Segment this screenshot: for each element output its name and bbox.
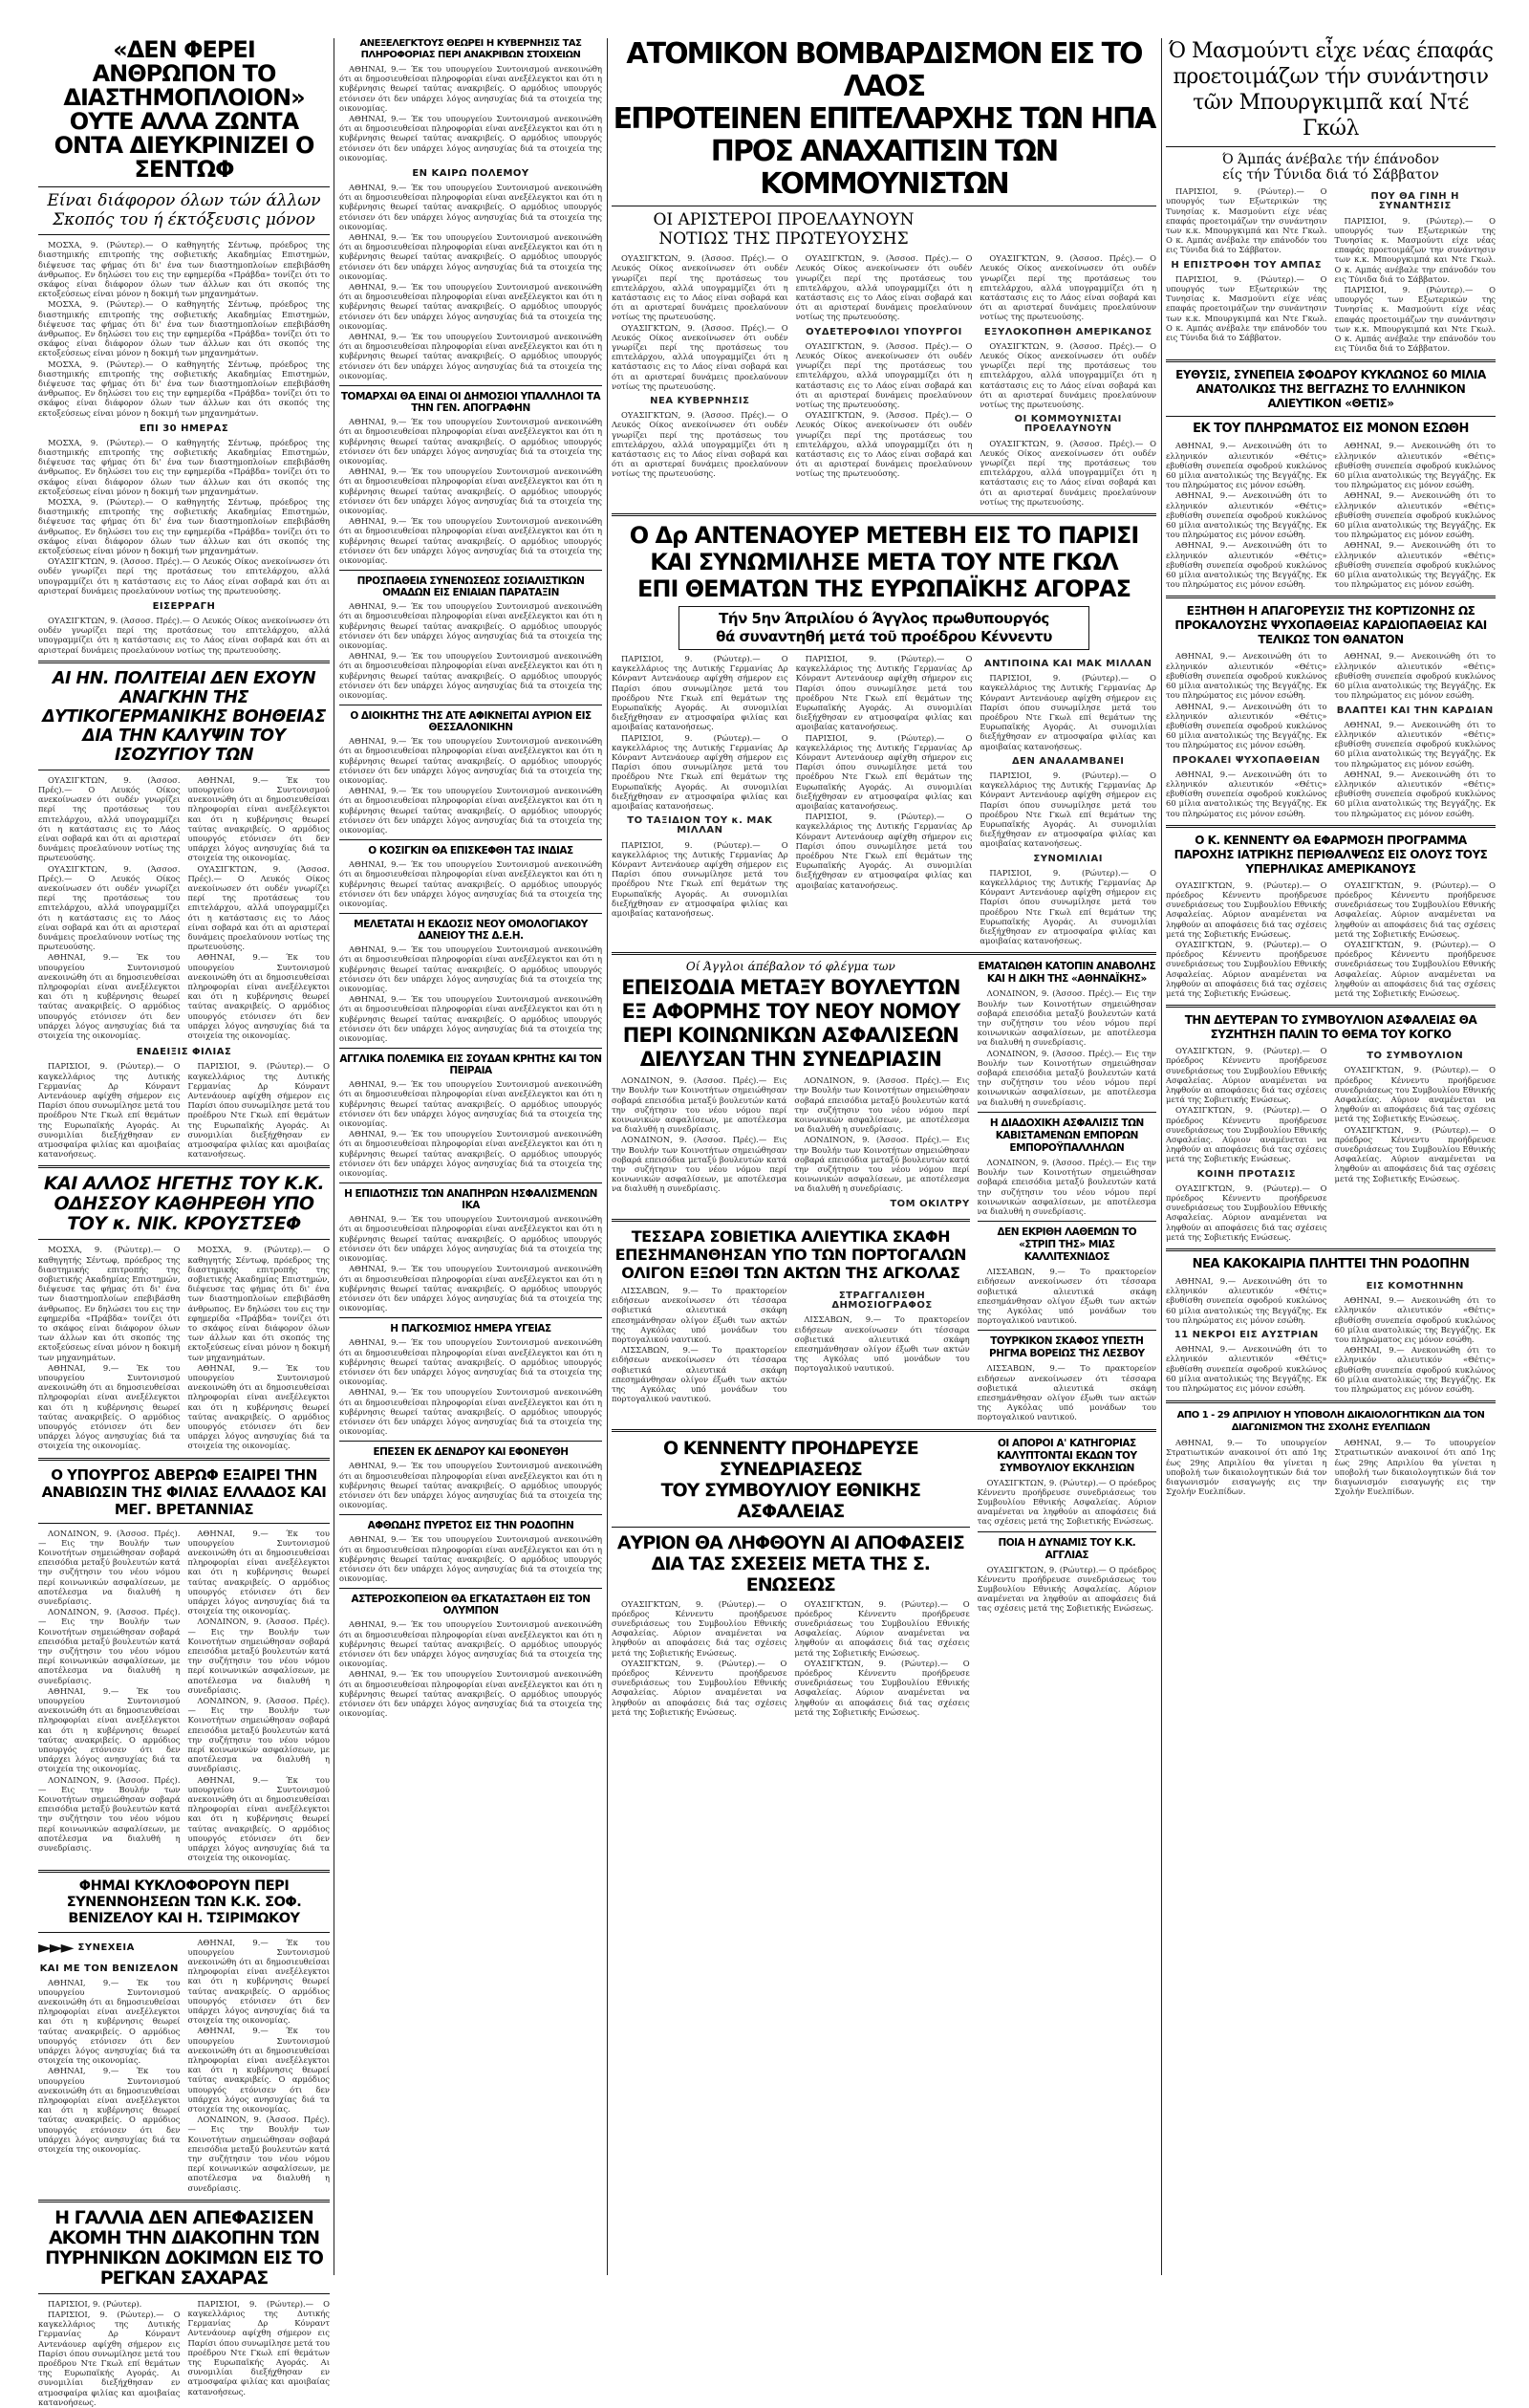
arrow-right-icon: ►►► bbox=[38, 1937, 73, 1958]
column-4 bbox=[1166, 38, 1496, 1497]
headline: ΚΑΙ ΣΥΝΩΜΙΛΗΣΕ ΜΕΤΑ ΤΟΥ ΝΤΕ ΓΚΩΛ bbox=[650, 548, 1118, 575]
headline: Ο ΚΕΝΝΕΝΤΥ ΠΡΟΗΔΡΕΥΣΕ ΣΥΝΕΔΡΙΑΣΕΩΣ bbox=[662, 1437, 918, 1480]
article-body: ΜΟΣΧΑ, 9. (Ρώυτερ).— Ο καθηγητής Σέντωφ, πρόεδρος της διαστημικής επιτροπής της σοβιετικής Ακαδημίας Επιστημών, διέψευσε τας φήμας ότι δι' ένα των διαστημοπλοίων επεβιβάσθη άνθρωπος. Εν δηλώσει του εις την εφημερίδα «Πράβδα» τονίζει ότι το σκάφος είναι διάφορον όλων των άλλων και ότι σκοπός της εκτοξεύσεως είναι μόνον η δοκιμή των μηχανημάτων. ΜΟΣΧΑ, 9. (Ρώυτερ).— Ο καθηγητής Σέντωφ, πρόεδρος της διαστημικής επιτροπής της σοβιετικής Ακαδημίας Επιστημών, διέψευσε τας φήμας ότι δι' ένα των διαστημοπλοίων επεβιβάσθη άνθρωπος. Εν δηλώσει του εις την εφημερίδα «Πράβδα» τονίζει ότι το σκάφος είναι διάφορον όλων των άλλων και ότι σκοπός της εκτοξεύσεως είναι μόνον η δοκιμή των μηχανημάτων. ΜΟΣΧΑ, 9. (Ρώυτερ).— Ο καθηγητής Σέντωφ, πρόεδρος της διαστημικής επιτροπής της σοβιετικής Ακαδημίας Επιστημών, διέψευσε τας φήμας ότι δι' ένα των διαστημοπλοίων επεβιβάσθη άνθρωπος. Εν δηλώσει του εις την εφημερίδα «Πράβδα» τονίζει ότι το σκάφος είναι διάφορον όλων των άλλων και ότι σκοπός της εκτοξεύσεως είναι μόνον η δοκιμή των μηχανημάτων. bbox=[38, 240, 330, 418]
column-2: ΑΝΕΞΕΛΕΓΚΤΟΥΣ ΘΕΩΡΕΙ Η ΚΥΒΕΡΝΗΣΙΣ ΤΑΣ ΠΛΗΡΟΦΟΡΙΑΣ ΠΕΡΙ ΑΝΑΚΡΙΒΩΝ ΣΤΟΙΧΕΙΩΝ ΑΘΗΝΑΙ, 9.— Έκ του υπουργείου Συντονισμού ανεκοινώθη ότι αι δημοσιευθείσαι πληροφορίαι είναι ανεξέλεγκτοι και ότι η κυβέρνησις θεωρεί ταύτας ανακριβείς. Ο αρμόδιος υπουργός ετόνισεν ότι δεν υπάρχει λόγος ανησυχίας διά τα στοιχεία της οικονομίας. ΑΘΗΝΑΙ, 9.— Έκ του υπουργείου Συντονισμού ανεκοινώθη ότι αι δημοσιευθείσαι πληροφορίαι είναι ανεξέλεγκτοι και ότι η κυβέρνησις θεωρεί ταύτας ανακριβείς. Ο αρμόδιος υπουργός ετόνισεν ότι δεν υπάρχει λόγος ανησυχίας διά τα στοιχεία της οικονομίας. ΕΝ ΚΑΙΡΩ ΠΟΛΕΜΟΥ ΑΘΗΝΑΙ, 9.— Έκ του υπουργείου Συντονισμού ανεκοινώθη ότι αι δημοσιευθείσαι πληροφορίαι είναι ανεξέλεγκτοι και ότι η κυβέρνησις θεωρεί ταύτας ανακριβείς. Ο αρμόδιος υπουργός ετόνισεν ότι δεν υπάρχει λόγος ανησυχίας διά τα στοιχεία της οικονομίας. ΑΘΗΝΑΙ, 9.— Έκ του υπουργείου Συντονισμού ανεκοινώθη ότι αι δημοσιευθείσαι πληροφορίαι είναι ανεξέλεγκτοι και ότι η κυβέρνησις θεωρεί ταύτας ανακριβείς. Ο αρμόδιος υπουργός ετόνισεν ότι δεν υπάρχει λόγος ανησυχίας διά τα στοιχεία της οικονομίας. ΑΘΗΝΑΙ, 9.— Έκ του υπουργείου Συντονισμού ανεκοινώθη ότι αι δημοσιευθείσαι πληροφορίαι είναι ανεξέλεγκτοι και ότι η κυβέρνησις θεωρεί ταύτας ανακριβείς. Ο αρμόδιος υπουργός ετόνισεν ότι δεν υπάρχει λόγος ανησυχίας διά τα στοιχεία της οικονομίας. ΑΘΗΝΑΙ, 9.— Έκ του υπουργείου Συντονισμού ανεκοινώθη ότι αι δημοσιευθείσαι πληροφορίαι είναι ανεξέλεγκτοι και ότι η κυβέρνησις θεωρεί ταύτας ανακριβείς. Ο αρμόδιος υπουργός ετόνισεν ότι δεν υπάρχει λόγος ανησυχίας διά τα στοιχεία της οικονομίας. ΤΟΜΑΡΧΑΙ ΘΑ ΕΙΝΑΙ ΟΙ ΔΗΜΟΣΙΟΙ ΥΠΑΛΛΗΛΟΙ ΤΑ ΤΗΝ ΓΕΝ. ΑΠΟΓΡΑΦΗΝ ΑΘΗΝΑΙ, 9.— Έκ του υπουργείου Συντονισμού ανεκοινώθη ότι αι δημοσιευθείσαι πληροφορίαι είναι ανεξέλεγκτοι και ότι η κυβέρνησις θεωρεί ταύτας ανακριβείς. Ο αρμόδιος υπουργός ετόνισεν ότι δεν υπάρχει λόγος ανησυχίας διά τα στοιχεία της οικονομίας. ΑΘΗΝΑΙ, 9.— Έκ του υπουργείου Συντονισμού ανεκοινώθη ότι αι δημοσιευθείσαι πληροφορίαι είναι ανεξέλεγκτοι και ότι η κυβέρνησις θεωρεί ταύτας ανακριβείς. Ο αρμόδιος υπουργός ετόνισεν ότι δεν υπάρχει λόγος ανησυχίας διά τα στοιχεία της οικονομίας. ΑΘΗΝΑΙ, 9.— Έκ του υπουργείου Συντονισμού ανεκοινώθη ότι αι δημοσιευθείσαι πληροφορίαι είναι ανεξέλεγκτοι και ότι η κυβέρνησις θεωρεί ταύτας ανακριβείς. Ο αρμόδιος υπουργός ετόνισεν ότι δεν υπάρχει λόγος ανησυχίας διά τα στοιχεία της οικονομίας. ΠΡΟΣΠΑΘΕΙΑ ΣΥΝΕΝΩΣΕΩΣ ΣΟΣΙΑΛΙΣΤΙΚΩΝ ΟΜΑΔΩΝ ΕΙΣ ΕΝΙΑΙΑΝ ΠΑΡΑΤΑΞΙΝ ΑΘΗΝΑΙ, 9.— Έκ του υπουργείου Συντονισμού ανεκοινώθη ότι αι δημοσιευθείσαι πληροφορίαι είναι ανεξέλεγκτοι και ότι η κυβέρνησις θεωρεί ταύτας ανακριβείς. Ο αρμόδιος υπουργός ετόνισεν ότι δεν υπάρχει λόγος ανησυχίας διά τα στοιχεία της οικονομίας. ΑΘΗΝΑΙ, 9.— Έκ του υπουργείου Συντονισμού ανεκοινώθη ότι αι δημοσιευθείσαι πληροφορίαι είναι ανεξέλεγκτοι και ότι η κυβέρνησις θεωρεί ταύτας ανακριβείς. Ο αρμόδιος υπουργός ετόνισεν ότι δεν υπάρχει λόγος ανησυχίας διά τα στοιχεία της οικονομίας. Ο ΔΙΟΙΚΗΤΗΣ ΤΗΣ ΑΤΕ ΑΦΙΚΝΕΙΤΑΙ ΑΥΡΙΟΝ ΕΙΣ ΘΕΣΣΑΛΟΝΙΚΗΝ ΑΘΗΝΑΙ, 9.— Έκ του υπουργείου Συντονισμού ανεκοινώθη ότι αι δημοσιευθείσαι πληροφορίαι είναι ανεξέλεγκτοι και ότι η κυβέρνησις θεωρεί ταύτας ανακριβείς. Ο αρμόδιος υπουργός ετόνισεν ότι δεν υπάρχει λόγος ανησυχίας διά τα στοιχεία της οικονομίας. ΑΘΗΝΑΙ, 9.— Έκ του υπουργείου Συντονισμού ανεκοινώθη ότι αι δημοσιευθείσαι πληροφορίαι είναι ανεξέλεγκτοι και ότι η κυβέρνησις θεωρεί ταύτας ανακριβείς. Ο αρμόδιος υπουργός ετόνισεν ότι δεν υπάρχει λόγος ανησυχίας διά τα στοιχεία της οικονομίας. Ο ΚΟΣΙΓΚΙΝ ΘΑ ΕΠΙΣΚΕΦΘΗ ΤΑΣ ΙΝΔΙΑΣ ΑΘΗΝΑΙ, 9.— Έκ του υπουργείου Συντονισμού ανεκοινώθη ότι αι δημοσιευθείσαι πληροφορίαι είναι ανεξέλεγκτοι και ότι η κυβέρνησις θεωρεί ταύτας ανακριβείς. Ο αρμόδιος υπουργός ετόνισεν ότι δεν υπάρχει λόγος ανησυχίας διά τα στοιχεία της οικονομίας. ΜΕΛΕΤΑΤΑΙ Η ΕΚΔΟΣΙΣ ΝΕΟΥ ΟΜΟΛΟΓΙΑΚΟΥ ΔΑΝΕΙΟΥ ΤΗΣ Δ.Ε.Η. ΑΘΗΝΑΙ, 9.— Έκ του υπουργείου Συντονισμού ανεκοινώθη ότι αι δημοσιευθείσαι πληροφορίαι είναι ανεξέλεγκτοι και ότι η κυβέρνησις θεωρεί ταύτας ανακριβείς. Ο αρμόδιος υπουργός ετόνισεν ότι δεν υπάρχει λόγος ανησυχίας διά τα στοιχεία της οικονομίας. ΑΘΗΝΑΙ, 9.— Έκ του υπουργείου Συντονισμού ανεκοινώθη ότι αι δημοσιευθείσαι πληροφορίαι είναι ανεξέλεγκτοι και ότι η κυβέρνησις θεωρεί ταύτας ανακριβείς. Ο αρμόδιος υπουργός ετόνισεν ότι δεν υπάρχει λόγος ανησυχίας διά τα στοιχεία της οικονομίας. ΑΓΓΛΙΚΑ ΠΟΛΕΜΙΚΑ ΕΙΣ ΣΟΥΔΑΝ ΚΡΗΤΗΣ ΚΑΙ ΤΟΝ ΠΕΙΡΑΙΑ ΑΘΗΝΑΙ, 9.— Έκ του υπουργείου Συντονισμού ανεκοινώθη ότι αι δημοσιευθείσαι πληροφορίαι είναι ανεξέλεγκτοι και ότι η κυβέρνησις θεωρεί ταύτας ανακριβείς. Ο αρμόδιος υπουργός ετόνισεν ότι δεν υπάρχει λόγος ανησυχίας διά τα στοιχεία της οικονομίας. ΑΘΗΝΑΙ, 9.— Έκ του υπουργείου Συντονισμού ανεκοινώθη ότι αι δημοσιευθείσαι πληροφορίαι είναι ανεξέλεγκτοι και ότι η κυβέρνησις θεωρεί ταύτας ανακριβείς. Ο αρμόδιος υπουργός ετόνισεν ότι δεν υπάρχει λόγος ανησυχίας διά τα στοιχεία της οικονομίας. Η ΕΠΙΔΟΤΗΣΙΣ ΤΩΝ ΑΝΑΠΗΡΩΝ ΗΣΦΑΛΙΣΜΕΝΩΝ ΙΚΑ ΑΘΗΝΑΙ, 9.— Έκ του υπουργείου Συντονισμού ανεκοινώθη ότι αι δημοσιευθείσαι πληροφορίαι είναι ανεξέλεγκτοι και ότι η κυβέρνησις θεωρεί ταύτας ανακριβείς. Ο αρμόδιος υπουργός ετόνισεν ότι δεν υπάρχει λόγος ανησυχίας διά τα στοιχεία της οικονομίας. ΑΘΗΝΑΙ, 9.— Έκ του υπουργείου Συντονισμού ανεκοινώθη ότι αι δημοσιευθείσαι πληροφορίαι είναι ανεξέλεγκτοι και ότι η κυβέρνησις θεωρεί ταύτας ανακριβείς. Ο αρμόδιος υπουργός ετόνισεν ότι δεν υπάρχει λόγος ανησυχίας διά τα στοιχεία της οικονομίας. Η ΠΑΓΚΟΣΜΙΟΣ ΗΜΕΡΑ ΥΓΕΙΑΣ ΑΘΗΝΑΙ, 9.— Έκ του υπουργείου Συντονισμού ανεκοινώθη ότι αι δημοσιευθείσαι πληροφορίαι είναι ανεξέλεγκτοι και ότι η κυβέρνησις θεωρεί ταύτας ανακριβείς. Ο αρμόδιος υπουργός ετόνισεν ότι δεν υπάρχει λόγος ανησυχίας διά τα στοιχεία της οικονομίας. ΑΘΗΝΑΙ, 9.— Έκ του υπουργείου Συντονισμού ανεκοινώθη ότι αι δημοσιευθείσαι πληροφορίαι είναι ανεξέλεγκτοι και ότι η κυβέρνησις θεωρεί ταύτας ανακριβείς. Ο αρμόδιος υπουργός ετόνισεν ότι δεν υπάρχει λόγος ανησυχίας διά τα στοιχεία της οικονομίας. ΕΠΕΣΕΝ ΕΚ ΔΕΝΔΡΟΥ ΚΑΙ ΕΦΟΝΕΥΘΗ ΑΘΗΝΑΙ, 9.— Έκ του υπουργείου Συντονισμού ανεκοινώθη ότι αι δημοσιευθείσαι πληροφορίαι είναι ανεξέλεγκτοι και ότι η κυβέρνησις θεωρεί ταύτας ανακριβείς. Ο αρμόδιος υπουργός ετόνισεν ότι δεν υπάρχει λόγος ανησυχίας διά τα στοιχεία της οικονομίας. ΑΦΘΩΔΗΣ ΠΥΡΕΤΟΣ ΕΙΣ ΤΗΝ ΡΟΔΟΠΗΝ ΑΘΗΝΑΙ, 9.— Έκ του υπουργείου Συντονισμού ανεκοινώθη ότι αι δημοσιευθείσαι πληροφορίαι είναι ανεξέλεγκτοι και ότι η κυβέρνησις θεωρεί ταύτας ανακριβείς. Ο αρμόδιος υπουργός ετόνισεν ότι δεν υπάρχει λόγος ανησυχίας διά τα στοιχεία της οικονομίας. ΑΣΤΕΡΟΣΚΟΠΕΙΟΝ ΘΑ ΕΓΚΑΤΑΣΤΑΘΗ ΕΙΣ ΤΟΝ ΟΛΥΜΠΟΝ ΑΘΗΝΑΙ, 9.— Έκ του υπουργείου Συντονισμού ανεκοινώθη ότι αι δημοσιευθείσαι πληροφορίαι είναι ανεξέλεγκτοι και ότι η κυβέρνησις θεωρεί ταύτας ανακριβείς. Ο αρμόδιος υπουργός ετόνισεν ότι δεν υπάρχει λόγος ανησυχίας διά τα στοιχεία της οικονομίας. ΑΘΗΝΑΙ, 9.— Έκ του υπουργείου Συντονισμού ανεκοινώθη ότι αι δημοσιευθείσαι πληροφορίαι είναι ανεξέλεγκτοι και ότι η κυβέρνησις θεωρεί ταύτας ανακριβείς. Ο αρμόδιος υπουργός ετόνισεν ότι δεν υπάρχει λόγος ανησυχίας διά τα στοιχεία της οικονομίας. bbox=[339, 38, 602, 1719]
subheadline: ΟΙ ΑΡΙΣΤΕΡΟΙ ΠΡΟΕΛΑΥΝΟΥΝ bbox=[653, 210, 915, 229]
headline: ΟΙ ΑΠΟΡΟΙ Α' ΚΑΤΗΓΟΡΙΑΣ ΚΑΛΥΠΤΟΝΤΑΙ ΕΚΔΩΝ ΤΟΥ ΣΥΜΒΟΥΛΙΟΥ ΕΚΚΛΗΣΙΩΝ bbox=[997, 1437, 1137, 1474]
headline: ΤΟΥ ΣΥΜΒΟΥΛΙΟΥ ΕΘΝΙΚΗΣ ΑΣΦΑΛΕΙΑΣ bbox=[660, 1479, 921, 1522]
headline: Ο ΚΟΣΙΓΚΙΝ ΘΑ ΕΠΙΣΚΕΦΘΗ ΤΑΣ ΙΝΔΙΑΣ bbox=[368, 845, 573, 857]
article-odessa: ΚΑΙ ΑΛΛΟΣ ΗΓΕΤΗΣ ΤΟΥ Κ.Κ. ΟΔΗΣΣΟΥ ΚΑΘΗΡΕΘΗ ΥΠΟ ΤΟΥ κ. ΝΙΚ. ΚΡΟΥΣΤΣΕΦ ΜΟΣΧΑ, 9. (Ρώυτερ).— Ο καθηγητής Σέντωφ, πρόεδρος της διαστημικής επιτροπής της σοβιετικής Ακαδημίας Επιστημών, διέψευσε τας φήμας ότι δι' ένα των διαστημοπλοίων επεβιβάσθη άνθρωπος. Εν δηλώσει του εις την εφημερίδα «Πράβδα» τονίζει ότι το σκάφος είναι διάφορον όλων των άλλων και ότι σκοπός της εκτοξεύσεως είναι μόνον η δοκιμή των μηχανημάτων. ΑΘΗΝΑΙ, 9.— Έκ του υπουργείου Συντονισμού ανεκοινώθη ότι αι δημοσιευθείσαι πληροφορίαι είναι ανεξέλεγκτοι και ότι η κυβέρνησις θεωρεί ταύτας ανακριβείς. Ο αρμόδιος υπουργός ετόνισεν ότι δεν υπάρχει λόγος ανησυχίας διά τα στοιχεία της οικονομίας. ΜΟΣΧΑ, 9. (Ρώυτερ).— Ο καθηγητής Σέντωφ, πρόεδρος της διαστημικής επιτροπής της σοβιετικής Ακαδημίας Επιστημών, διέψευσε τας φήμας ότι δι' ένα των διαστημοπλοίων επεβιβάσθη άνθρωπος. Εν δηλώσει του εις την εφημερίδα «Πράβδα» τονίζει ότι το σκάφος είναι διάφορον όλων των άλλων και ότι σκοπός της εκτοξεύσεως είναι μόνον η δοκιμή των μηχανημάτων. ΑΘΗΝΑΙ, 9.— Έκ του υπουργείου Συντονισμού ανεκοινώθη ότι αι δημοσιευθείσαι πληροφορίαι είναι ανεξέλεγκτοι και ότι η κυβέρνησις θεωρεί ταύτας ανακριβείς. Ο αρμόδιος υπουργός ετόνισεν ότι δεν υπάρχει λόγος ανησυχίας διά τα στοιχεία της οικονομίας. bbox=[38, 1173, 330, 1451]
continuation-label: ΣΥΝΕΧΕΙΑ bbox=[77, 1942, 135, 1953]
article-sentoff: «ΔΕΝ ΦΕΡΕΙ ΑΝΘΡΩΠΟΝ ΤΟ ΔΙΑΣΤΗΜΟΠΛΟΙΟΝ» ΟΥΤΕ ΑΛΛΑ ΖΩΝΤΑ ΟΝΤΑ ΔΙΕΥΚΡΙΝΙΖΕΙ Ο ΣΕΝΤΩΦ Είναι διάφορον όλων τών άλλων Σκοπός του ή έκτόξευσις μόνον ΜΟΣΧΑ, 9. (Ρώυτερ).— Ο καθηγητής Σέντωφ, πρόεδρος της διαστημικής επιτροπής της σοβιετικής Ακαδημίας Επιστημών, διέψευσε τας φήμας ότι δι' ένα των διαστημοπλοίων επεβιβάσθη άνθρωπος. Εν δηλώσει του εις την εφημερίδα «Πράβδα» τονίζει ότι το σκάφος είναι διάφορον όλων των άλλων και ότι σκοπός της εκτοξεύσεως είναι μόνον η δοκιμή των μηχανημάτων. ΜΟΣΧΑ, 9. (Ρώυτερ).— Ο καθηγητής Σέντωφ, πρόεδρος της διαστημικής επιτροπής της σοβιετικής Ακαδημίας Επιστημών, διέψευσε τας φήμας ότι δι' ένα των διαστημοπλοίων επεβιβάσθη άνθρωπος. Εν δηλώσει του εις την εφημερίδα «Πράβδα» τονίζει ότι το σκάφος είναι διάφορον όλων των άλλων και ότι σκοπός της εκτοξεύσεως είναι μόνον η δοκιμή των μηχανημάτων. ΜΟΣΧΑ, 9. (Ρώυτερ).— Ο καθηγητής Σέντωφ, πρόεδρος της διαστημικής επιτροπής της σοβιετικής Ακαδημίας Επιστημών, διέψευσε τας φήμας ότι δι' ένα των διαστημοπλοίων επεβιβάσθη άνθρωπος. Εν δηλώσει του εις την εφημερίδα «Πράβδα» τονίζει ότι το σκάφος είναι διάφορον όλων των άλλων και ότι σκοπός της εκτοξεύσεως είναι μόνον η δοκιμή των μηχανημάτων. ΕΠΙ 30 ΗΜΕΡΑΣ ΜΟΣΧΑ, 9. (Ρώυτερ).— Ο καθηγητής Σέντωφ, πρόεδρος της διαστημικής επιτροπής της σοβιετικής Ακαδημίας Επιστημών, διέψευσε τας φήμας ότι δι' ένα των διαστημοπλοίων επεβιβάσθη άνθρωπος. Εν δηλώσει του εις την εφημερίδα «Πράβδα» τονίζει ότι το σκάφος είναι διάφορον όλων των άλλων και ότι σκοπός της εκτοξεύσεως είναι μόνον η δοκιμή των μηχανημάτων. ΜΟΣΧΑ, 9. (Ρώυτερ).— Ο καθηγητής Σέντωφ, πρόεδρος της διαστημικής επιτροπής της σοβιετικής Ακαδημίας Επιστημών, διέψευσε τας φήμας ότι δι' ένα των διαστημοπλοίων επεβιβάσθη άνθρωπος. Εν δηλώσει του εις την εφημερίδα «Πράβδα» τονίζει ότι το σκάφος είναι διάφορον όλων των άλλων και ότι σκοπός της εκτοξεύσεως είναι μόνον η δοκιμή των μηχανημάτων. ΟΥΑΣΙΓΚΤΩΝ, 9. (Άσσοσ. Πρές).— Ο Λευκός Οίκος ανεκοίνωσεν ότι ουδέν γνωρίζει περί της προτάσεως του επιτελάρχου, αλλά υπογραμμίζει ότι η κατάστασις εις το Λάος είναι σοβαρά και ότι αι αριστεραί δυνάμεις προελαύνουν νοτίως της πρωτευούσης. ΕΙΣΕΡΡΑΓΗ ΟΥΑΣΙΓΚΤΩΝ, 9. (Άσσοσ. Πρές).— Ο Λευκός Οίκος ανεκοίνωσεν ότι ουδέν γνωρίζει περί της προτάσεως του επιτελάρχου, αλλά υπογραμμίζει ότι η κατάστασις εις το Λάος είναι σοβαρά και ότι αι αριστεραί δυνάμεις προελαύνουν νοτίως της πρωτευούσης. bbox=[38, 36, 330, 655]
headline: Ο ΔΙΟΙΚΗΤΗΣ ΤΗΣ ΑΤΕ ΑΦΙΚΝΕΙΤΑΙ ΑΥΡΙΟΝ ΕΙΣ ΘΕΣΣΑΛΟΝΙΚΗΝ bbox=[350, 710, 592, 734]
headline: ΠΟΙΑ Η ΔΥΝΑΜΙΣ ΤΟΥ Κ.Κ. ΑΓΓΛΙΑΣ bbox=[998, 1536, 1136, 1561]
headline: ΔΙΕΛΥΣΑΝ ΤΗΝ ΣΥΝΕΔΡΙΑΣΙΝ bbox=[639, 1048, 941, 1072]
article-uk-parliament: Οί Άγγλοι άπέβαλον τό φλέγμα των ΕΠΕΙΣΟΔΙΑ ΜΕΤΑΞΥ ΒΟΥΛΕΥΤΩΝ ΕΞ ΑΦΟΡΜΗΣ ΤΟΥ ΝΕΟΥ ΝΟΜΟΥ ΠΕΡΙ ΚΟΙΝΩΝΙΚΩΝ ΑΣΦΑΛΙΣΕΩΝ ΔΙΕΛΥΣΑΝ ΤΗΝ ΣΥΝΕΔΡΙΑΣΙΝ ΛΟΝΔΙΝΟΝ, 9. (Άσσοσ. Πρές).— Εις την Βουλήν των Κοινοτήτων σημειώθησαν σοβαρά επεισόδια μεταξύ βουλευτών κατά την συζήτησιν του νέου νόμου περί κοινωνικών ασφαλίσεων, με αποτέλεσμα να διαλυθή η συνεδρίασις. ΛΟΝΔΙΝΟΝ, 9. (Άσσοσ. Πρές).— Εις την Βουλήν των Κοινοτήτων σημειώθησαν σοβαρά επεισόδια μεταξύ βουλευτών κατά την συζήτησιν του νέου νόμου περί κοινωνικών ασφαλίσεων, με αποτέλεσμα να διαλυθή η συνεδρίασις. ΛΟΝΔΙΝΟΝ, 9. (Άσσοσ. Πρές).— Εις την Βουλήν των Κοινοτήτων σημειώθησαν σοβαρά επεισόδια μεταξύ βουλευτών κατά την συζήτησιν του νέου νόμου περί κοινωνικών ασφαλίσεων, με αποτέλεσμα να διαλυθή η συνεδρίασις. ΛΟΝΔΙΝΟΝ, 9. (Άσσοσ. Πρές).— Εις την Βουλήν των Κοινοτήτων σημειώθησαν σοβαρά επεισόδια μεταξύ βουλευτών κατά την συζήτησιν του νέου νόμου περί κοινωνικών ασφαλίσεων, με αποτέλεσμα να διαλυθή η συνεδρίασις. ΤΟΜ ΟΚΙΛΤΡΥ bbox=[612, 960, 970, 1209]
headline: ΤΟΥΡΚΙΚΟΝ ΣΚΑΦΟΣ ΥΠΕΣΤΗ ΡΗΓΜΑ ΒΟΡΕΙΩΣ ΤΗΣ ΛΕΣΒΟΥ bbox=[989, 1335, 1145, 1360]
headline: Ο ΥΠΟΥΡΓΟΣ ΑΒΕΡΩΦ ΕΞΑΙΡΕΙ ΤΗΝ ΑΝΑΒΙΩΣΙΝ ΤΗΣ ΦΙΛΙΑΣ ΕΛΛΑΔΟΣ ΚΑΙ ΜΕΓ. ΒΡΕΤΑΝΝΙΑΣ bbox=[41, 1465, 327, 1518]
article-kennedy-nsc: Ο ΚΕΝΝΕΝΤΥ ΠΡΟΗΔΡΕΥΣΕ ΣΥΝΕΔΡΙΑΣΕΩΣ ΤΟΥ ΣΥΜΒΟΥΛΙΟΥ ΕΘΝΙΚΗΣ ΑΣΦΑΛΕΙΑΣ ΑΥΡΙΟΝ ΘΑ ΛΗΦΘΟΥΝ ΑΙ ΑΠΟΦΑΣΕΙΣ ΔΙΑ ΤΑΣ ΣΧΕΣΕΙΣ ΜΕΤΑ ΤΗΣ Σ. ΕΝΩΣΕΩΣ ΟΥΑΣΙΓΚΤΩΝ, 9. (Ρώυτερ).— Ο πρόεδρος Κέννεντυ προήδρευσε συνεδριάσεως του Συμβουλίου Εθνικής Ασφαλείας. Αύριον αναμένεται να ληφθούν αι αποφάσεις διά τας σχέσεις μετά της Σοβιετικής Ενώσεως. ΟΥΑΣΙΓΚΤΩΝ, 9. (Ρώυτερ).— Ο πρόεδρος Κέννεντυ προήδρευσε συνεδριάσεως του Συμβουλίου Εθνικής Ασφαλείας. Αύριον αναμένεται να ληφθούν αι αποφάσεις διά τας σχέσεις μετά της Σοβιετικής Ενώσεως. ΟΥΑΣΙΓΚΤΩΝ, 9. (Ρώυτερ).— Ο πρόεδρος Κέννεντυ προήδρευσε συνεδριάσεως του Συμβουλίου Εθνικής Ασφαλείας. Αύριον αναμένεται να ληφθούν αι αποφάσεις διά τας σχέσεις μετά της Σοβιετικής Ενώσεως. ΟΥΑΣΙΓΚΤΩΝ, 9. (Ρώυτερ).— Ο πρόεδρος Κέννεντυ προήδρευσε συνεδριάσεως του Συμβουλίου Εθνικής Ασφαλείας. Αύριον αναμένεται να ληφθούν αι αποφάσεις διά τας σχέσεις μετά της Σοβιετικής Ενώσεως. bbox=[612, 1437, 970, 1717]
subheadline: Ό Άμπάς άνέβαλε τήν έπάνοδον bbox=[1222, 152, 1439, 167]
headline: ΑΦΘΩΔΗΣ ΠΥΡΕΤΟΣ ΕΙΣ ΤΗΝ ΡΟΔΟΠΗΝ bbox=[367, 1520, 574, 1532]
article-congo: ΤΗΝ ΔΕΥΤΕΡΑΝ ΤΟ ΣΥΜΒΟΥΛΙΟΝ ΑΣΦΑΛΕΙΑΣ ΘΑ ΣΥΖΗΤΗΣΗ ΠΑΛΙΝ ΤΟ ΘΕΜΑ ΤΟΥ ΚΟΓΚΟ ΟΥΑΣΙΓΚΤΩΝ, 9. (Ρώυτερ).— Ο πρόεδρος Κέννεντυ προήδρευσε συνεδριάσεως του Συμβουλίου Εθνικής Ασφαλείας. Αύριον αναμένεται να ληφθούν αι αποφάσεις διά τας σχέσεις μετά της Σοβιετικής Ενώσεως. ΟΥΑΣΙΓΚΤΩΝ, 9. (Ρώυτερ).— Ο πρόεδρος Κέννεντυ προήδρευσε συνεδριάσεως του Συμβουλίου Εθνικής Ασφαλείας. Αύριον αναμένεται να ληφθούν αι αποφάσεις διά τας σχέσεις μετά της Σοβιετικής Ενώσεως. ΚΟΙΝΗ ΠΡΟΤΑΣΙΣ ΟΥΑΣΙΓΚΤΩΝ, 9. (Ρώυτερ).— Ο πρόεδρος Κέννεντυ προήδρευσε συνεδριάσεως του Συμβουλίου Εθνικής Ασφαλείας. Αύριον αναμένεται να ληφθούν αι αποφάσεις διά τας σχέσεις μετά της Σοβιετικής Ενώσεως. ΤΟ ΣΥΜΒΟΥΛΙΟΝ ΟΥΑΣΙΓΚΤΩΝ, 9. (Ρώυτερ).— Ο πρόεδρος Κέννεντυ προήδρευσε συνεδριάσεως του Συμβουλίου Εθνικής Ασφαλείας. Αύριον αναμένεται να ληφθούν αι αποφάσεις διά τας σχέσεις μετά της Σοβιετικής Ενώσεως. ΟΥΑΣΙΓΚΤΩΝ, 9. (Ρώυτερ).— Ο πρόεδρος Κέννεντυ προήδρευσε συνεδριάσεως του Συμβουλίου Εθνικής Ασφαλείας. Αύριον αναμένεται να ληφθούν αι αποφάσεις διά τας σχέσεις μετά της Σοβιετικής Ενώσεως. bbox=[1166, 1013, 1496, 1242]
column-rule bbox=[1161, 38, 1162, 2275]
headline: ΔΙΑ ΤΑΣ ΣΧΕΣΕΙΣ ΜΕΤΑ ΤΗΣ Σ. ΕΝΩΣΕΩΣ bbox=[651, 1552, 931, 1595]
headline: ΑΝΕΞΕΛΕΓΚΤΟΥΣ ΘΕΩΡΕΙ Η ΚΥΒΕΡΝΗΣΙΣ ΤΑΣ ΠΛΗΡΟΦΟΡΙΑΣ ΠΕΡΙ ΑΝΑΚΡΙΒΩΝ ΣΤΟΙΧΕΙΩΝ bbox=[359, 38, 582, 60]
subheadline: Τήν 5ην Άπριλίου ό Άγγλος πρωθυπουργός bbox=[719, 609, 1049, 627]
column-3: ΑΤΟΜΙΚΟΝ ΒΟΜΒΑΡΔΙΣΜΟΝ ΕΙΣ ΤΟ ΛΑΟΣ ΕΠΡΟΤΕΙΝΕΝ ΕΠΙΤΕΛΑΡΧΗΣ ΤΩΝ ΗΠΑ ΠΡΟΣ ΑΝΑΧΑΙΤΙΣΙΝ ΤΩΝ ΚΟΜΜΟΥΝΙΣΤΩΝ ΟΙ ΑΡΙΣΤΕΡΟΙ ΠΡΟΕΛΑΥΝΟΥΝ ΝΟΤΙΩΣ ΤΗΣ ΠΡΩΤΕΥΟΥΣΗΣ ΟΥΑΣΙΓΚΤΩΝ, 9. (Άσσοσ. Πρές).— Ο Λευκός Οίκος ανεκοίνωσεν ότι ουδέν γνωρίζει περί της προτάσεως του επιτελάρχου, αλλά υπογραμμίζει ότι η κατάστασις εις το Λάος είναι σοβαρά και ότι αι αριστεραί δυνάμεις προελαύνουν νοτίως της πρωτευούσης. ΟΥΑΣΙΓΚΤΩΝ, 9. (Άσσοσ. Πρές).— Ο Λευκός Οίκος ανεκοίνωσεν ότι ουδέν γνωρίζει περί της προτάσεως του επιτελάρχου, αλλά υπογραμμίζει ότι η κατάστασις εις το Λάος είναι σοβαρά και ότι αι αριστεραί δυνάμεις προελαύνουν νοτίως της πρωτευούσης. ΝΕΑ ΚΥΒΕΡΝΗΣΙΣ ΟΥΑΣΙΓΚΤΩΝ, 9. (Άσσοσ. Πρές).— Ο Λευκός Οίκος ανεκοίνωσεν ότι ουδέν γνωρίζει περί της προτάσεως του επιτελάρχου, αλλά υπογραμμίζει ότι η κατάστασις εις το Λάος είναι σοβαρά και ότι αι αριστεραί δυνάμεις προελαύνουν νοτίως της πρωτευούσης. ΟΥΑΣΙΓΚΤΩΝ, 9. (Άσσοσ. Πρές).— Ο Λευκός Οίκος ανεκοίνωσεν ότι ουδέν γνωρίζει περί της προτάσεως του επιτελάρχου, αλλά υπογραμμίζει ότι η κατάστασις εις το Λάος είναι σοβαρά και ότι αι αριστεραί δυνάμεις προελαύνουν νοτίως της πρωτευούσης. ΟΥΔΕΤΕΡΟΦΙΛΟΙ ΥΠΟΥΡΓΟΙ ΟΥΑΣΙΓΚΤΩΝ, 9. (Άσσοσ. Πρές).— Ο Λευκός Οίκος ανεκοίνωσεν ότι ουδέν γνωρίζει περί της προτάσεως του επιτελάρχου, αλλά υπογραμμίζει ότι η κατάστασις εις το Λάος είναι σοβαρά και ότι αι αριστεραί δυνάμεις προελαύνουν νοτίως της πρωτευούσης. ΟΥΑΣΙΓΚΤΩΝ, 9. (Άσσοσ. Πρές).— Ο Λευκός Οίκος ανεκοίνωσεν ότι ουδέν γνωρίζει περί της προτάσεως του επιτελάρχου, αλλά υπογραμμίζει ότι η κατάστασις εις το Λάος είναι σοβαρά και ότι αι αριστεραί δυνάμεις προελαύνουν νοτίως της πρωτευούσης. ΟΥΑΣΙΓΚΤΩΝ, 9. (Άσσοσ. Πρές).— Ο Λευκός Οίκος ανεκοίνωσεν ότι ουδέν γνωρίζει περί της προτάσεως του επιτελάρχου, αλλά υπογραμμίζει ότι η κατάστασις εις το Λάος είναι σοβαρά και ότι αι αριστεραί δυνάμεις προελαύνουν νοτίως της πρωτευούσης. ΕΞΥΛΟΚΟΠΗΘΗ ΑΜΕΡΙΚΑΝΟΣ ΟΥΑΣΙΓΚΤΩΝ, 9. (Άσσοσ. Πρές).— Ο Λευκός Οίκος ανεκοίνωσεν ότι ουδέν γνωρίζει περί της προτάσεως του επιτελάρχου, αλλά υπογραμμίζει ότι η κατάστασις εις το Λάος είναι σοβαρά και ότι αι αριστεραί δυνάμεις προελαύνουν νοτίως της πρωτευούσης. ΟΙ ΚΟΜΜΟΥΝΙΣΤΑΙ ΠΡΟΕΛΑΥΝΟΥΝ ΟΥΑΣΙΓΚΤΩΝ, 9. (Άσσοσ. Πρές).— Ο Λευκός Οίκος ανεκοίνωσεν ότι ουδέν γνωρίζει περί της προτάσεως του επιτελάρχου, αλλά υπογραμμίζει ότι η κατάστασις εις το Λάος είναι σοβαρά και ότι αι αριστεραί δυνάμεις προελαύνουν νοτίως της πρωτευούσης. Ο Δρ ΑΝΤΕΝΑΟΥΕΡ ΜΕΤΕΒΗ ΕΙΣ ΤΟ ΠΑΡΙΣΙ ΚΑΙ ΣΥΝΩΜΙΛΗΣΕ ΜΕΤΑ ΤΟΥ ΝΤΕ ΓΚΩΛ ΕΠΙ ΘΕΜΑΤΩΝ ΤΗΣ ΕΥΡΩΠΑΪΚΗΣ ΑΓΟΡΑΣ Τήν 5ην Άπριλίου ό Άγγλος πρωθυπουργός θά συναντηθή μετά τοῦ προέδρου Κέννεντυ ΠΑΡΙΣΙΟΙ, 9. (Ρώυτερ).— Ο καγκελλάριος της Δυτικής Γερμανίας Δρ Κόνραντ Αντενάουερ αφίχθη σήμερον εις Παρίσι όπου συνωμίλησε μετά του προέδρου Ντε Γκωλ επί θεμάτων της Ευρωπαϊκής Αγοράς. Αι συνομιλίαι διεξήχθησαν εν ατμοσφαίρα φιλίας και αμοιβαίας κατανοήσεως. ΠΑΡΙΣΙΟΙ, 9. (Ρώυτερ).— Ο καγκελλάριος της Δυτικής Γερμανίας Δρ Κόνραντ Αντενάουερ αφίχθη σήμερον εις Παρίσι όπου συνωμίλησε μετά του προέδρου Ντε Γκωλ επί θεμάτων της Ευρωπαϊκής Αγοράς. Αι συνομιλίαι διεξήχθησαν εν ατμοσφαίρα φιλίας και αμοιβαίας κατανοήσεως. ΤΟ ΤΑΞΙΔΙΟΝ ΤΟΥ κ. ΜΑΚ ΜΙΛΛΑΝ ΠΑΡΙΣΙΟΙ, 9. (Ρώυτερ).— Ο καγκελλάριος της Δυτικής Γερμανίας Δρ Κόνραντ Αντενάουερ αφίχθη σήμερον εις Παρίσι όπου συνωμίλησε μετά του προέδρου Ντε Γκωλ επί θεμάτων της Ευρωπαϊκής Αγοράς. Αι συνομιλίαι διεξήχθησαν εν ατμοσφαίρα φιλίας και αμοιβαίας κατανοήσεως. ΠΑΡΙΣΙΟΙ, 9. (Ρώυτερ).— Ο καγκελλάριος της Δυτικής Γερμανίας Δρ Κόνραντ Αντενάουερ αφίχθη σήμερον εις Παρίσι όπου συνωμίλησε μετά του προέδρου Ντε Γκωλ επί θεμάτων της Ευρωπαϊκής Αγοράς. Αι συνομιλίαι διεξήχθησαν εν ατμοσφαίρα φιλίας και αμοιβαίας κατανοήσεως. ΠΑΡΙΣΙΟΙ, 9. (Ρώυτερ).— Ο καγκελλάριος της Δυτικής Γερμανίας Δρ Κόνραντ Αντενάουερ αφίχθη σήμερον εις Παρίσι όπου συνωμίλησε μετά του προέδρου Ντε Γκωλ επί θεμάτων της Ευρωπαϊκής Αγοράς. Αι συνομιλίαι διεξήχθησαν εν ατμοσφαίρα φιλίας και αμοιβαίας κατανοήσεως. ΠΑΡΙΣΙΟΙ, 9. (Ρώυτερ).— Ο καγκελλάριος της Δυτικής Γερμανίας Δρ Κόνραντ Αντενάουερ αφίχθη σήμερον εις Παρίσι όπου συνωμίλησε μετά του προέδρου Ντε Γκωλ επί θεμάτων της Ευρωπαϊκής Αγοράς. Αι συνομιλίαι διεξήχθησαν εν ατμοσφαίρα φιλίας και αμοιβαίας κατανοήσεως. ΑΝΤΙΠΟΙΝΑ ΚΑΙ ΜΑΚ ΜΙΛΛΑΝ ΠΑΡΙΣΙΟΙ, 9. (Ρώυτερ).— Ο καγκελλάριος της Δυτικής Γερμανίας Δρ Κόνραντ Αντενάουερ αφίχθη σήμερον εις Παρίσι όπου συνωμίλησε μετά του προέδρου Ντε Γκωλ επί θεμάτων της Ευρωπαϊκής Αγοράς. Αι συνομιλίαι διεξήχθησαν εν ατμοσφαίρα φιλίας και αμοιβαίας κατανοήσεως. ΔΕΝ ΑΝΑΛΑΜΒΑΝΕΙ ΠΑΡΙΣΙΟΙ, 9. (Ρώυτερ).— Ο καγκελλάριος της Δυτικής Γερμανίας Δρ Κόνραντ Αντενάουερ αφίχθη σήμερον εις Παρίσι όπου συνωμίλησε μετά του προέδρου Ντε Γκωλ επί θεμάτων της Ευρωπαϊκής Αγοράς. Αι συνομιλίαι διεξήχθησαν εν ατμοσφαίρα φιλίας και αμοιβαίας κατανοήσεως. ΣΥΝΟΜΙΛΙΑΙ ΠΑΡΙΣΙΟΙ, 9. (Ρώυτερ).— Ο καγκελλάριος της Δυτικής Γερμανίας Δρ Κόνραντ Αντενάουερ αφίχθη σήμερον εις Παρίσι όπου συνωμίλησε μετά του προέδρου Ντε Γκωλ επί θεμάτων της Ευρωπαϊκής Αγοράς. Αι συνομιλίαι διεξήχθησαν εν ατμοσφαίρα φιλίας και αμοιβαίας κατανοήσεως. Οί Άγγλοι άπέβαλον τό φλέγμα των ΕΠΕΙΣΟΔΙΑ ΜΕΤΑΞΥ ΒΟΥΛΕΥΤΩΝ ΕΞ ΑΦΟΡΜΗΣ ΤΟΥ ΝΕΟΥ ΝΟΜΟΥ ΠΕΡΙ ΚΟΙΝΩΝΙΚΩΝ ΑΣΦΑΛΙΣΕΩΝ ΔΙΕΛΥΣΑΝ ΤΗΝ ΣΥΝΕΔΡΙΑΣΙΝ ΛΟΝΔΙΝΟΝ, 9. (Άσσοσ. Πρές).— Εις την Βουλήν των Κοινοτήτων σημειώθησαν σοβαρά επεισόδια μεταξύ βουλευτών κατά την συζήτησιν του νέου νόμου περί κοινωνικών ασφαλίσεων, με αποτέλεσμα να διαλυθή η συνεδρίασις. ΛΟΝΔΙΝΟΝ, 9. (Άσσοσ. Πρές).— Εις την Βουλήν των Κοινοτήτων σημειώθησαν σοβαρά επεισόδια μεταξύ βουλευτών κατά την συζήτησιν του νέου νόμου περί κοινωνικών ασφαλίσεων, με αποτέλεσμα να διαλυθή η συνεδρίασις. ΛΟΝΔΙΝΟΝ, 9. (Άσσοσ. Πρές).— Εις την Βουλήν των Κοινοτήτων σημειώθησαν σοβαρά επεισόδια μεταξύ βουλευτών κατά την συζήτησιν του νέου νόμου περί κοινωνικών ασφαλίσεων, με αποτέλεσμα να διαλυθή η συνεδρίασις. ΛΟΝΔΙΝΟΝ, 9. (Άσσοσ. Πρές).— Εις την Βουλήν των Κοινοτήτων σημειώθησαν σοβαρά επεισόδια μεταξύ βουλευτών κατά την συζήτησιν του νέου νόμου περί κοινωνικών ασφαλίσεων, με αποτέλεσμα να διαλυθή η συνεδρίασις. ΤΟΜ ΟΚΙΛΤΡΥ ΤΕΣΣΑΡΑ ΣΟΒΙΕΤΙΚΑ ΑΛΙΕΥΤΙΚΑ ΣΚΑΦΗ ΕΠΕΣΗΜΑΝΘΗΣΑΝ ΥΠΟ ΤΩΝ ΠΟΡΤΟΓΑΛΩΝ ΟΛΙΓΟΝ ΕΞΩΘΙ ΤΩΝ ΑΚΤΩΝ ΤΗΣ ΑΓΚΟΛΑΣ ΛΙΣΣΑΒΩΝ, 9.— Το πρακτορείον ειδήσεων ανεκοίνωσεν ότι τέσσαρα σοβιετικά αλιευτικά σκάφη επεσημάνθησαν ολίγον έξωθι των ακτών της Αγκόλας υπό μονάδων του πορτογαλικού ναυτικού. ΛΙΣΣΑΒΩΝ, 9.— Το πρακτορείον ειδήσεων ανεκοίνωσεν ότι τέσσαρα σοβιετικά αλιευτικά σκάφη επεσημάνθησαν ολίγον έξωθι των ακτών της Αγκόλας υπό μονάδων του πορτογαλικού ναυτικού. ΣΤΡΑΓΓΑΛΙΣΘΗ ΔΗΜΟΣΙΟΓΡΑΦΟΣ ΛΙΣΣΑΒΩΝ, 9.— Το πρακτορείον ειδήσεων ανεκοίνωσεν ότι τέσσαρα σοβιετικά αλιευτικά σκάφη επεσημάνθησαν ολίγον έξωθι των ακτών της Αγκόλας υπό μονάδων του πορτογαλικού ναυτικού. ΕΜΑΤΑΙΩΘΗ ΚΑΤΟΠΙΝ ΑΝΑΒΟΛΗΣ ΚΑΙ Η ΔΙΚΗ ΤΗΣ «ΑΘΗΝΑΪΚΗΣ» ΛΟΝΔΙΝΟΝ, 9. (Άσσοσ. Πρές).— Εις την Βουλήν των Κοινοτήτων σημειώθησαν σοβαρά επεισόδια μεταξύ βουλευτών κατά την συζήτησιν του νέου νόμου περί κοινωνικών ασφαλίσεων, με αποτέλεσμα να διαλυθή η συνεδρίασις. ΛΟΝΔΙΝΟΝ, 9. (Άσσοσ. Πρές).— Εις την Βουλήν των Κοινοτήτων σημειώθησαν σοβαρά επεισόδια μεταξύ βουλευτών κατά την συζήτησιν του νέου νόμου περί κοινωνικών ασφαλίσεων, με αποτέλεσμα να διαλυθή η συνεδρίασις. Η ΔΙΑΔΟΧΙΚΗ ΑΣΦΑΛΙΣΙΣ ΤΩΝ ΚΑΒΙΣΤΑΜΕΝΩΝ ΕΜΠΟΡΩΝ ΕΜΠΟΡΟΫΠΑΛΛΗΛΩΝ ΛΟΝΔΙΝΟΝ, 9. (Άσσοσ. Πρές).— Εις την Βουλήν των Κοινοτήτων σημειώθησαν σοβαρά επεισόδια μεταξύ βουλευτών κατά την συζήτησιν του νέου νόμου περί κοινωνικών ασφαλίσεων, με αποτέλεσμα να διαλυθή η συνεδρίασις. ΔΕΝ ΕΚΡΙΘΗ ΛΑΘΕΜΩΝ ΤΟ «ΣΤΡΙΠ ΤΗΣ» ΜΙΑΣ ΚΑΛΛΙΤΕΧΝΙΔΟΣ ΛΙΣΣΑΒΩΝ, 9.— Το πρακτορείον ειδήσεων ανεκοίνωσεν ότι τέσσαρα σοβιετικά αλιευτικά σκάφη επεσημάνθησαν ολίγον έξωθι των ακτών της Αγκόλας υπό μονάδων του πορτογαλικού ναυτικού. ΤΟΥΡΚΙΚΟΝ ΣΚΑΦΟΣ ΥΠΕΣΤΗ ΡΗΓΜΑ ΒΟΡΕΙΩΣ ΤΗΣ ΛΕΣΒΟΥ ΛΙΣΣΑΒΩΝ, 9.— Το πρακτορείον ειδήσεων ανεκοίνωσεν ότι τέσσαρα σοβιετικά αλιευτικά σκάφη επεσημάνθησαν ολίγον έξωθι των ακτών της Αγκόλας υπό μονάδων του πορτογαλικού ναυτικού. Ο ΚΕΝΝΕΝΤΥ ΠΡΟΗΔΡΕΥΣΕ ΣΥΝΕΔΡΙΑΣΕΩΣ ΤΟΥ ΣΥΜΒΟΥΛΙΟΥ ΕΘΝΙΚΗΣ ΑΣΦΑΛΕΙΑΣ ΑΥΡΙΟΝ ΘΑ ΛΗΦΘΟΥΝ ΑΙ ΑΠΟΦΑΣΕΙΣ ΔΙΑ ΤΑΣ ΣΧΕΣΕΙΣ ΜΕΤΑ ΤΗΣ Σ. ΕΝΩΣΕΩΣ ΟΥΑΣΙΓΚΤΩΝ, 9. (Ρώυτερ).— Ο πρόεδρος Κέννεντυ προήδρευσε συνεδριάσεως του Συμβουλίου Εθνικής Ασφαλείας. Αύριον αναμένεται να ληφθούν αι αποφάσεις διά τας σχέσεις μετά της Σοβιετικής Ενώσεως. ΟΥΑΣΙΓΚΤΩΝ, 9. (Ρώυτερ).— Ο πρόεδρος Κέννεντυ προήδρευσε συνεδριάσεως του Συμβουλίου Εθνικής Ασφαλείας. Αύριον αναμένεται να ληφθούν αι αποφάσεις διά τας σχέσεις μετά της Σοβιετικής Ενώσεως. ΟΥΑΣΙΓΚΤΩΝ, 9. (Ρώυτερ).— Ο πρόεδρος Κέννεντυ προήδρευσε συνεδριάσεως του Συμβουλίου Εθνικής Ασφαλείας. Αύριον αναμένεται να ληφθούν αι αποφάσεις διά τας σχέσεις μετά της Σοβιετικής Ενώσεως. ΟΥΑΣΙΓΚΤΩΝ, 9. (Ρώυτερ).— Ο πρόεδρος Κέννεντυ προήδρευσε συνεδριάσεως του Συμβουλίου Εθνικής Ασφαλείας. Αύριον αναμένεται να ληφθούν αι αποφάσεις διά τας σχέσεις μετά της Σοβιετικής Ενώσεως. ΟΙ ΑΠΟΡΟΙ Α' ΚΑΤΗΓΟΡΙΑΣ ΚΑΛΥΠΤΟΝΤΑΙ ΕΚΔΩΝ ΤΟΥ ΣΥΜΒΟΥΛΙΟΥ ΕΚΚΛΗΣΙΩΝ ΟΥΑΣΙΓΚΤΩΝ, 9. (Ρώυτερ).— Ο πρόεδρος Κέννεντυ προήδρευσε συνεδριάσεως του Συμβουλίου Εθνικής Ασφαλείας. Αύριον αναμένεται να ληφθούν αι αποφάσεις διά τας σχέσεις μετά της Σοβιετικής Ενώσεως. ΠΟΙΑ Η ΔΥΝΑΜΙΣ ΤΟΥ Κ.Κ. ΑΓΓΛΙΑΣ ΟΥΑΣΙΓΚΤΩΝ, 9. (Ρώυτερ).— Ο πρόεδρος Κέννεντυ προήδρευσε συνεδριάσεως του Συμβουλίου Εθνικής Ασφαλείας. Αύριον αναμένεται να ληφθούν αι αποφάσεις διά τας σχέσεις μετά της Σοβιετικής Ενώσεως. bbox=[612, 37, 1157, 1717]
headline: ΑΣΤΕΡΟΣΚΟΠΕΙΟΝ ΘΑ ΕΓΚΑΤΑΣΤΑΘΗ ΕΙΣ ΤΟΝ ΟΛΥΜΠΟΝ bbox=[351, 1594, 591, 1617]
article-reggan: Η ΓΑΛΛΙΑ ΔΕΝ ΑΠΕΦΑΣΙΣΕΝ ΑΚΟΜΗ ΤΗΝ ΔΙΑΚΟΠΗΝ ΤΩΝ ΠΥΡΗΝΙΚΩΝ ΔΟΚΙΜΩΝ ΕΙΣ ΤΟ ΡΕΓΚΑΝ ΣΑΧΑΡΑΣ ΠΑΡΙΣΙΟΙ, 9. (Ρώυτερ). ΠΑΡΙΣΙΟΙ, 9. (Ρώυτερ).— Ο καγκελλάριος της Δυτικής Γερμανίας Δρ Κόνραντ Αντενάουερ αφίχθη σήμερον εις Παρίσι όπου συνωμίλησε μετά του προέδρου Ντε Γκωλ επί θεμάτων της Ευρωπαϊκής Αγοράς. Αι συνομιλίαι διεξήχθησαν εν ατμοσφαίρα φιλίας και αμοιβαίας κατανοήσεως. ΠΑΡΙΣΙΟΙ, 9. (Ρώυτερ).— Ο καγκελλάριος της Δυτικής Γερμανίας Δρ Κόνραντ Αντενάουερ αφίχθη σήμερον εις Παρίσι όπου συνωμίλησε μετά του προέδρου Ντε Γκωλ επί θεμάτων της Ευρωπαϊκής Αγοράς. Αι συνομιλίαι διεξήχθησαν εν ατμοσφαίρα φιλίας και αμοιβαίας κατανοήσεως. bbox=[38, 2206, 330, 2407]
headline: ΑΠΟ 1 - 29 ΑΠΡΙΛΙΟΥ Η ΥΠΟΒΟΛΗ ΔΙΚΑΙΟΛΟΓΗΤΙΚΩΝ ΔΙΑ ΤΟΝ ΔΙΑΓΩΝΙΣΜΟΝ ΤΗΣ ΣΧΟΛΗΣ ΕΥΕΛΠΙΔΩΝ bbox=[1176, 1410, 1485, 1434]
article-venizelos: ΦΗΜΑΙ ΚΥΚΛΟΦΟΡΟΥΝ ΠΕΡΙ ΣΥΝΕΝΝΟΗΣΕΩΝ ΤΩΝ Κ.Κ. ΣΟΦ. ΒΕΝΙΖΕΛΟΥ ΚΑΙ Η. ΤΣΙΡΙΜΩΚΟΥ ►►► ΣΥΝΕΧΕΙΑ ΚΑΙ ΜΕ ΤΟΝ ΒΕΝΙΖΕΛΟΝ ΑΘΗΝΑΙ, 9.— Έκ του υπουργείου Συντονισμού ανεκοινώθη ότι αι δημοσιευθείσαι πληροφορίαι είναι ανεξέλεγκτοι και ότι η κυβέρνησις θεωρεί ταύτας ανακριβείς. Ο αρμόδιος υπουργός ετόνισεν ότι δεν υπάρχει λόγος ανησυχίας διά τα στοιχεία της οικονομίας. ΑΘΗΝΑΙ, 9.— Έκ του υπουργείου Συντονισμού ανεκοινώθη ότι αι δημοσιευθείσαι πληροφορίαι είναι ανεξέλεγκτοι και ότι η κυβέρνησις θεωρεί ταύτας ανακριβείς. Ο αρμόδιος υπουργός ετόνισεν ότι δεν υπάρχει λόγος ανησυχίας διά τα στοιχεία της οικονομίας. ΑΘΗΝΑΙ, 9.— Έκ του υπουργείου Συντονισμού ανεκοινώθη ότι αι δημοσιευθείσαι πληροφορίαι είναι ανεξέλεγκτοι και ότι η κυβέρνησις θεωρεί ταύτας ανακριβείς. Ο αρμόδιος υπουργός ετόνισεν ότι δεν υπάρχει λόγος ανησυχίας διά τα στοιχεία της οικονομίας. ΑΘΗΝΑΙ, 9.— Έκ του υπουργείου Συντονισμού ανεκοινώθη ότι αι δημοσιευθείσαι πληροφορίαι είναι ανεξέλεγκτοι και ότι η κυβέρνησις θεωρεί ταύτας ανακριβείς. Ο αρμόδιος υπουργός ετόνισεν ότι δεν υπάρχει λόγος ανησυχίας διά τα στοιχεία της οικονομίας. ΛΟΝΔΙΝΟΝ, 9. (Άσσοσ. Πρές).— Εις την Βουλήν των Κοινοτήτων σημειώθησαν σοβαρά επεισόδια μεταξύ βουλευτών κατά την συζήτησιν του νέου νόμου περί κοινωνικών ασφαλίσεων, με αποτέλεσμα να διαλυθή η συνεδρίασις. bbox=[38, 1877, 330, 2193]
section-kicker: ΕΠΙ 30 ΗΜΕΡΑΣ bbox=[139, 423, 229, 434]
lead-headline: ΕΠΡΟΤΕΙΝΕΝ ΕΠΙΤΕΛΑΡΧΗΣ ΤΩΝ ΗΠΑ bbox=[613, 102, 1155, 136]
headline: ΦΗΜΑΙ ΚΥΚΛΟΦΟΡΟΥΝ ΠΕΡΙ ΣΥΝΕΝΝΟΗΣΕΩΝ ΤΩΝ Κ.Κ. ΣΟΦ. ΒΕΝΙΖΕΛΟΥ ΚΑΙ Η. ΤΣΙΡΙΜΩΚΟΥ bbox=[66, 1877, 302, 1926]
subheadline: Είναι διάφορον όλων τών άλλων bbox=[47, 191, 321, 210]
article-masmoudi: Ό Μασμούντι εἶχε νέας έπαφάς προετοιμάζων τήν συνάντησιν τῶν Μπουργκιμπᾶ καί Ντέ Γκώλ Ό Άμπάς άνέβαλε τήν έπάνοδον είς τήν Τύνιδα διά τό Σάββατον ΠΑΡΙΣΙΟΙ, 9. (Ρώυτερ).— Ο υπουργός των Εξωτερικών της Τυνησίας κ. Μασμούντι είχε νέας επαφάς προετοιμάζων την συνάντησιν των κ.κ. Μπουργκιμπά και Ντε Γκωλ. Ο κ. Αμπάς ανέβαλε την επάνοδόν του εις Τύνιδα διά το Σάββατον. Η ΕΠΙΣΤΡΟΦΗ ΤΟΥ ΑΜΠΑΣ ΠΑΡΙΣΙΟΙ, 9. (Ρώυτερ).— Ο υπουργός των Εξωτερικών της Τυνησίας κ. Μασμούντι είχε νέας επαφάς προετοιμάζων την συνάντησιν των κ.κ. Μπουργκιμπά και Ντε Γκωλ. Ο κ. Αμπάς ανέβαλε την επάνοδόν του εις Τύνιδα διά το Σάββατον. ΠΟΥ ΘΑ ΓΙΝΗ Η ΣΥΝΑΝΤΗΣΙΣ ΠΑΡΙΣΙΟΙ, 9. (Ρώυτερ).— Ο υπουργός των Εξωτερικών της Τυνησίας κ. Μασμούντι είχε νέας επαφάς προετοιμάζων την συνάντησιν των κ.κ. Μπουργκιμπά και Ντε Γκωλ. Ο κ. Αμπάς ανέβαλε την επάνοδόν του εις Τύνιδα διά το Σάββατον. ΠΑΡΙΣΙΟΙ, 9. (Ρώυτερ).— Ο υπουργός των Εξωτερικών της Τυνησίας κ. Μασμούντι είχε νέας επαφάς προετοιμάζων την συνάντησιν των κ.κ. Μπουργκιμπά και Ντε Γκωλ. Ο κ. Αμπάς ανέβαλε την επάνοδόν του εις Τύνιδα διά το Σάββατον. bbox=[1166, 39, 1496, 354]
headline: Η ΕΠΙΔΟΤΗΣΙΣ ΤΩΝ ΑΝΑΠΗΡΩΝ ΗΣΦΑΛΙΣΜΕΝΩΝ ΙΚΑ bbox=[344, 1188, 597, 1212]
article-evelpidon: ΑΠΟ 1 - 29 ΑΠΡΙΛΙΟΥ Η ΥΠΟΒΟΛΗ ΔΙΚΑΙΟΛΟΓΗΤΙΚΩΝ ΔΙΑ ΤΟΝ ΔΙΑΓΩΝΙΣΜΟΝ ΤΗΣ ΣΧΟΛΗΣ ΕΥΕΛΠΙΔΩΝ ΑΘΗΝΑΙ, 9.— Το υπουργείον Στρατιωτικών ανακοινοί ότι από 1ης έως 29ης Απριλίου θα γίνεται η υποβολή των δικαιολογητικών διά τον διαγωνισμόν εισαγωγής εις την Σχολήν Ευελπίδων. ΑΘΗΝΑΙ, 9.— Το υπουργείον Στρατιωτικών ανακοινοί ότι από 1ης έως 29ης Απριλίου θα γίνεται η υποβολή των δικαιολογητικών διά τον διαγωνισμόν εισαγωγής εις την Σχολήν Ευελπίδων. bbox=[1166, 1410, 1496, 1497]
headline: ΜΕΛΕΤΑΤΑΙ Η ΕΚΔΟΣΙΣ ΝΕΟΥ ΟΜΟΛΟΓΙΑΚΟΥ ΔΑΝΕΙΟΥ ΤΗΣ Δ.Ε.Η. bbox=[354, 919, 588, 943]
lead-headline: ΑΤΟΜΙΚΟΝ ΒΟΜΒΑΡΔΙΣΜΟΝ ΕΙΣ ΤΟ ΛΑΟΣ bbox=[626, 37, 1142, 103]
section-kicker: ΕΝ ΚΑΙΡΩ ΠΟΛΕΜΟΥ bbox=[412, 168, 529, 180]
headline: «ΔΕΝ ΦΕΡΕΙ ΑΝΘΡΩΠΟΝ ΤΟ ΔΙΑΣΤΗΜΟΠΛΟΙΟΝ» ΟΥΤΕ ΑΛΛΑ ΖΩΝΤΑ ΟΝΤΑ ΔΙΕΥΚΡΙΝΙΖΕΙ Ο ΣΕΝΤΩΦ bbox=[54, 36, 314, 183]
headline: ΕΠΕΙΣΟΔΙΑ ΜΕΤΑΞΥ ΒΟΥΛΕΥΤΩΝ bbox=[621, 976, 960, 1000]
headline: ΑΥΡΙΟΝ ΘΑ ΛΗΦΘΟΥΝ ΑΙ ΑΠΟΦΑΣΕΙΣ bbox=[616, 1531, 964, 1553]
article-adenauer: Ο Δρ ΑΝΤΕΝΑΟΥΕΡ ΜΕΤΕΒΗ ΕΙΣ ΤΟ ΠΑΡΙΣΙ ΚΑΙ ΣΥΝΩΜΙΛΗΣΕ ΜΕΤΑ ΤΟΥ ΝΤΕ ΓΚΩΛ ΕΠΙ ΘΕΜΑΤΩΝ ΤΗΣ ΕΥΡΩΠΑΪΚΗΣ ΑΓΟΡΑΣ Τήν 5ην Άπριλίου ό Άγγλος πρωθυπουργός θά συναντηθή μετά τοῦ προέδρου Κέννεντυ ΠΑΡΙΣΙΟΙ, 9. (Ρώυτερ).— Ο καγκελλάριος της Δυτικής Γερμανίας Δρ Κόνραντ Αντενάουερ αφίχθη σήμερον εις Παρίσι όπου συνωμίλησε μετά του προέδρου Ντε Γκωλ επί θεμάτων της Ευρωπαϊκής Αγοράς. Αι συνομιλίαι διεξήχθησαν εν ατμοσφαίρα φιλίας και αμοιβαίας κατανοήσεως. ΠΑΡΙΣΙΟΙ, 9. (Ρώυτερ).— Ο καγκελλάριος της Δυτικής Γερμανίας Δρ Κόνραντ Αντενάουερ αφίχθη σήμερον εις Παρίσι όπου συνωμίλησε μετά του προέδρου Ντε Γκωλ επί θεμάτων της Ευρωπαϊκής Αγοράς. Αι συνομιλίαι διεξήχθησαν εν ατμοσφαίρα φιλίας και αμοιβαίας κατανοήσεως. ΤΟ ΤΑΞΙΔΙΟΝ ΤΟΥ κ. ΜΑΚ ΜΙΛΛΑΝ ΠΑΡΙΣΙΟΙ, 9. (Ρώυτερ).— Ο καγκελλάριος της Δυτικής Γερμανίας Δρ Κόνραντ Αντενάουερ αφίχθη σήμερον εις Παρίσι όπου συνωμίλησε μετά του προέδρου Ντε Γκωλ επί θεμάτων της Ευρωπαϊκής Αγοράς. Αι συνομιλίαι διεξήχθησαν εν ατμοσφαίρα φιλίας και αμοιβαίας κατανοήσεως. ΠΑΡΙΣΙΟΙ, 9. (Ρώυτερ).— Ο καγκελλάριος της Δυτικής Γερμανίας Δρ Κόνραντ Αντενάουερ αφίχθη σήμερον εις Παρίσι όπου συνωμίλησε μετά του προέδρου Ντε Γκωλ επί θεμάτων της Ευρωπαϊκής Αγοράς. Αι συνομιλίαι διεξήχθησαν εν ατμοσφαίρα φιλίας και αμοιβαίας κατανοήσεως. ΠΑΡΙΣΙΟΙ, 9. (Ρώυτερ).— Ο καγκελλάριος της Δυτικής Γερμανίας Δρ Κόνραντ Αντενάουερ αφίχθη σήμερον εις Παρίσι όπου συνωμίλησε μετά του προέδρου Ντε Γκωλ επί θεμάτων της Ευρωπαϊκής Αγοράς. Αι συνομιλίαι διεξήχθησαν εν ατμοσφαίρα φιλίας και αμοιβαίας κατανοήσεως. ΠΑΡΙΣΙΟΙ, 9. (Ρώυτερ).— Ο καγκελλάριος της Δυτικής Γερμανίας Δρ Κόνραντ Αντενάουερ αφίχθη σήμερον εις Παρίσι όπου συνωμίλησε μετά του προέδρου Ντε Γκωλ επί θεμάτων της Ευρωπαϊκής Αγοράς. Αι συνομιλίαι διεξήχθησαν εν ατμοσφαίρα φιλίας και αμοιβαίας κατανοήσεως. ΑΝΤΙΠΟΙΝΑ ΚΑΙ ΜΑΚ ΜΙΛΛΑΝ ΠΑΡΙΣΙΟΙ, 9. (Ρώυτερ).— Ο καγκελλάριος της Δυτικής Γερμανίας Δρ Κόνραντ Αντενάουερ αφίχθη σήμερον εις Παρίσι όπου συνωμίλησε μετά του προέδρου Ντε Γκωλ επί θεμάτων της Ευρωπαϊκής Αγοράς. Αι συνομιλίαι διεξήχθησαν εν ατμοσφαίρα φιλίας και αμοιβαίας κατανοήσεως. ΔΕΝ ΑΝΑΛΑΜΒΑΝΕΙ ΠΑΡΙΣΙΟΙ, 9. (Ρώυτερ).— Ο καγκελλάριος της Δυτικής Γερμανίας Δρ Κόνραντ Αντενάουερ αφίχθη σήμερον εις Παρίσι όπου συνωμίλησε μετά του προέδρου Ντε Γκωλ επί θεμάτων της Ευρωπαϊκής Αγοράς. Αι συνομιλίαι διεξήχθησαν εν ατμοσφαίρα φιλίας και αμοιβαίας κατανοήσεως. ΣΥΝΟΜΙΛΙΑΙ ΠΑΡΙΣΙΟΙ, 9. (Ρώυτερ).— Ο καγκελλάριος της Δυτικής Γερμανίας Δρ Κόνραντ Αντενάουερ αφίχθη σήμερον εις Παρίσι όπου συνωμίλησε μετά του προέδρου Ντε Γκωλ επί θεμάτων της Ευρωπαϊκής Αγοράς. Αι συνομιλίαι διεξήχθησαν εν ατμοσφαίρα φιλίας και αμοιβαίας κατανοήσεως. bbox=[612, 521, 1157, 946]
article-us-balance: ΑΙ ΗΝ. ΠΟΛΙΤΕΙΑΙ ΔΕΝ ΕΧΟΥΝ ΑΝΑΓΚΗΝ ΤΗΣ ΔΥΤΙΚΟΓΕΡΜΑΝΙΚΗΣ ΒΟΗΘΕΙΑΣ ΔΙΑ ΤΗΝ ΚΑΛΥΨΙΝ ΤΟΥ ΙΣΟΖΥΓΙΟΥ ΤΩΝ ΟΥΑΣΙΓΚΤΩΝ, 9. (Άσσοσ. Πρές).— Ο Λευκός Οίκος ανεκοίνωσεν ότι ουδέν γνωρίζει περί της προτάσεως του επιτελάρχου, αλλά υπογραμμίζει ότι η κατάστασις εις το Λάος είναι σοβαρά και ότι αι αριστεραί δυνάμεις προελαύνουν νοτίως της πρωτευούσης. ΟΥΑΣΙΓΚΤΩΝ, 9. (Άσσοσ. Πρές).— Ο Λευκός Οίκος ανεκοίνωσεν ότι ουδέν γνωρίζει περί της προτάσεως του επιτελάρχου, αλλά υπογραμμίζει ότι η κατάστασις εις το Λάος είναι σοβαρά και ότι αι αριστεραί δυνάμεις προελαύνουν νοτίως της πρωτευούσης. ΑΘΗΝΑΙ, 9.— Έκ του υπουργείου Συντονισμού ανεκοινώθη ότι αι δημοσιευθείσαι πληροφορίαι είναι ανεξέλεγκτοι και ότι η κυβέρνησις θεωρεί ταύτας ανακριβείς. Ο αρμόδιος υπουργός ετόνισεν ότι δεν υπάρχει λόγος ανησυχίας διά τα στοιχεία της οικονομίας. ΑΘΗΝΑΙ, 9.— Έκ του υπουργείου Συντονισμού ανεκοινώθη ότι αι δημοσιευθείσαι πληροφορίαι είναι ανεξέλεγκτοι και ότι η κυβέρνησις θεωρεί ταύτας ανακριβείς. Ο αρμόδιος υπουργός ετόνισεν ότι δεν υπάρχει λόγος ανησυχίας διά τα στοιχεία της οικονομίας. ΟΥΑΣΙΓΚΤΩΝ, 9. (Άσσοσ. Πρές).— Ο Λευκός Οίκος ανεκοίνωσεν ότι ουδέν γνωρίζει περί της προτάσεως του επιτελάρχου, αλλά υπογραμμίζει ότι η κατάστασις εις το Λάος είναι σοβαρά και ότι αι αριστεραί δυνάμεις προελαύνουν νοτίως της πρωτευούσης. ΑΘΗΝΑΙ, 9.— Έκ του υπουργείου Συντονισμού ανεκοινώθη ότι αι δημοσιευθείσαι πληροφορίαι είναι ανεξέλεγκτοι και ότι η κυβέρνησις θεωρεί ταύτας ανακριβείς. Ο αρμόδιος υπουργός ετόνισεν ότι δεν υπάρχει λόγος ανησυχίας διά τα στοιχεία της οικονομίας. ΕΝΔΕΙΞΙΣ ΦΙΛΙΑΣ ΠΑΡΙΣΙΟΙ, 9. (Ρώυτερ).— Ο καγκελλάριος της Δυτικής Γερμανίας Δρ Κόνραντ Αντενάουερ αφίχθη σήμερον εις Παρίσι όπου συνωμίλησε μετά του προέδρου Ντε Γκωλ επί θεμάτων της Ευρωπαϊκής Αγοράς. Αι συνομιλίαι διεξήχθησαν εν ατμοσφαίρα φιλίας και αμοιβαίας κατανοήσεως. ΠΑΡΙΣΙΟΙ, 9. (Ρώυτερ).— Ο καγκελλάριος της Δυτικής Γερμανίας Δρ Κόνραντ Αντενάουερ αφίχθη σήμερον εις Παρίσι όπου συνωμίλησε μετά του προέδρου Ντε Γκωλ επί θεμάτων της Ευρωπαϊκής Αγοράς. Αι συνομιλίαι διεξήχθησαν εν ατμοσφαίρα φιλίας και αμοιβαίας κατανοήσεως. bbox=[38, 668, 330, 1160]
headline: ΠΡΟΣΠΑΘΕΙΑ ΣΥΝΕΝΩΣΕΩΣ ΣΟΣΙΑΛΙΣΤΙΚΩΝ ΟΜΑΔΩΝ ΕΙΣ ΕΝΙΑΙΑΝ ΠΑΡΑΤΑΞΙΝ bbox=[356, 575, 585, 599]
article-medicare: Ο Κ. ΚΕΝΝΕΝΤΥ ΘΑ ΕΦΑΡΜΟΣΗ ΠΡΟΓΡΑΜΜΑ ΠΑΡΟΧΗΣ ΙΑΤΡΙΚΗΣ ΠΕΡΙΘΑΛΨΕΩΣ ΕΙΣ ΟΛΟΥΣ ΤΟΥΣ ΥΠΕΡΗΛΙΚΑΣ ΑΜΕΡΙΚΑΝΟΥΣ ΟΥΑΣΙΓΚΤΩΝ, 9. (Ρώυτερ).— Ο πρόεδρος Κέννεντυ προήδρευσε συνεδριάσεως του Συμβουλίου Εθνικής Ασφαλείας. Αύριον αναμένεται να ληφθούν αι αποφάσεις διά τας σχέσεις μετά της Σοβιετικής Ενώσεως. ΟΥΑΣΙΓΚΤΩΝ, 9. (Ρώυτερ).— Ο πρόεδρος Κέννεντυ προήδρευσε συνεδριάσεως του Συμβουλίου Εθνικής Ασφαλείας. Αύριον αναμένεται να ληφθούν αι αποφάσεις διά τας σχέσεις μετά της Σοβιετικής Ενώσεως. ΟΥΑΣΙΓΚΤΩΝ, 9. (Ρώυτερ).— Ο πρόεδρος Κέννεντυ προήδρευσε συνεδριάσεως του Συμβουλίου Εθνικής Ασφαλείας. Αύριον αναμένεται να ληφθούν αι αποφάσεις διά τας σχέσεις μετά της Σοβιετικής Ενώσεως. ΟΥΑΣΙΓΚΤΩΝ, 9. (Ρώυτερ).— Ο πρόεδρος Κέννεντυ προήδρευσε συνεδριάσεως του Συμβουλίου Εθνικής Ασφαλείας. Αύριον αναμένεται να ληφθούν αι αποφάσεις διά τας σχέσεις μετά της Σοβιετικής Ενώσεως. bbox=[1166, 833, 1496, 998]
headline: Ο Δρ ΑΝΤΕΝΑΟΥΕΡ ΜΕΤΕΒΗ ΕΙΣ ΤΟ ΠΑΡΙΣΙ bbox=[629, 521, 1139, 549]
headline: ΕΠΕΣΕΝ ΕΚ ΔΕΝΔΡΟΥ ΚΑΙ ΕΦΟΝΕΥΘΗ bbox=[373, 1446, 569, 1459]
subheadline: ΕΚ ΤΟΥ ΠΛΗΡΩΜΑΤΟΣ ΕΙΣ ΜΟΝΟΝ ΕΣΩΘΗ bbox=[1193, 422, 1469, 437]
headline: ΕΞ ΑΦΟΡΜΗΣ ΤΟΥ ΝΕΟΥ ΝΟΜΟΥ bbox=[621, 1000, 960, 1024]
subheadline: θά συναντηθή μετά τοῦ προέδρου Κέννεντυ bbox=[716, 627, 1052, 645]
byline: ΤΟΜ ΟΚΙΛΤΡΥ bbox=[890, 1198, 970, 1209]
article-rodopi-weather: ΝΕΑ ΚΑΚΟΚΑΙΡΙΑ ΠΛΗΤΤΕΙ ΤΗΝ ΡΟΔΟΠΗΝ ΑΘΗΝΑΙ, 9.— Ανεκοινώθη ότι το ελληνικόν αλιευτικόν «Θέτις» εβυθίσθη συνεπεία σφοδρού κυκλώνος 60 μίλια ανατολικώς της Βεγγάζης. Εκ του πληρώματος εις μόνον εσώθη. 11 ΝΕΚΡΟΙ ΕΙΣ ΑΥΣΤΡΙΑΝ ΑΘΗΝΑΙ, 9.— Ανεκοινώθη ότι το ελληνικόν αλιευτικόν «Θέτις» εβυθίσθη συνεπεία σφοδρού κυκλώνος 60 μίλια ανατολικώς της Βεγγάζης. Εκ του πληρώματος εις μόνον εσώθη. ΕΙΣ ΚΟΜΟΤΗΝΗΝ ΑΘΗΝΑΙ, 9.— Ανεκοινώθη ότι το ελληνικόν αλιευτικόν «Θέτις» εβυθίσθη συνεπεία σφοδρού κυκλώνος 60 μίλια ανατολικώς της Βεγγάζης. Εκ του πληρώματος εις μόνον εσώθη. ΑΘΗΝΑΙ, 9.— Ανεκοινώθη ότι το ελληνικόν αλιευτικόν «Θέτις» εβυθίσθη συνεπεία σφοδρού κυκλώνος 60 μίλια ανατολικώς της Βεγγάζης. Εκ του πληρώματος εις μόνον εσώθη. bbox=[1166, 1257, 1496, 1395]
headline: ΤΕΣΣΑΡΑ ΣΟΒΙΕΤΙΚΑ ΑΛΙΕΥΤΙΚΑ ΣΚΑΦΗ bbox=[631, 1226, 950, 1246]
headline: ΤΗΝ ΔΕΥΤΕΡΑΝ ΤΟ ΣΥΜΒΟΥΛΙΟΝ ΑΣΦΑΛΕΙΑΣ ΘΑ ΣΥΖΗΤΗΣΗ ΠΑΛΙΝ ΤΟ ΘΕΜΑ ΤΟΥ ΚΟΓΚΟ bbox=[1184, 1013, 1477, 1042]
headline: ΚΑΙ ΑΛΛΟΣ ΗΓΕΤΗΣ ΤΟΥ Κ.Κ. ΟΔΗΣΣΟΥ ΚΑΘΗΡΕΘΗ ΥΠΟ ΤΟΥ κ. ΝΙΚ. ΚΡΟΥΣΤΣΕΦ bbox=[43, 1173, 325, 1235]
article-averoff: Ο ΥΠΟΥΡΓΟΣ ΑΒΕΡΩΦ ΕΞΑΙΡΕΙ ΤΗΝ ΑΝΑΒΙΩΣΙΝ ΤΗΣ ΦΙΛΙΑΣ ΕΛΛΑΔΟΣ ΚΑΙ ΜΕΓ. ΒΡΕΤΑΝΝΙΑΣ ΛΟΝΔΙΝΟΝ, 9. (Άσσοσ. Πρές).— Εις την Βουλήν των Κοινοτήτων σημειώθησαν σοβαρά επεισόδια μεταξύ βουλευτών κατά την συζήτησιν του νέου νόμου περί κοινωνικών ασφαλίσεων, με αποτέλεσμα να διαλυθή η συνεδρίασις. ΛΟΝΔΙΝΟΝ, 9. (Άσσοσ. Πρές).— Εις την Βουλήν των Κοινοτήτων σημειώθησαν σοβαρά επεισόδια μεταξύ βουλευτών κατά την συζήτησιν του νέου νόμου περί κοινωνικών ασφαλίσεων, με αποτέλεσμα να διαλυθή η συνεδρίασις. ΑΘΗΝΑΙ, 9.— Έκ του υπουργείου Συντονισμού ανεκοινώθη ότι αι δημοσιευθείσαι πληροφορίαι είναι ανεξέλεγκτοι και ότι η κυβέρνησις θεωρεί ταύτας ανακριβείς. Ο αρμόδιος υπουργός ετόνισεν ότι δεν υπάρχει λόγος ανησυχίας διά τα στοιχεία της οικονομίας. ΛΟΝΔΙΝΟΝ, 9. (Άσσοσ. Πρές).— Εις την Βουλήν των Κοινοτήτων σημειώθησαν σοβαρά επεισόδια μεταξύ βουλευτών κατά την συζήτησιν του νέου νόμου περί κοινωνικών ασφαλίσεων, με αποτέλεσμα να διαλυθή η συνεδρίασις. ΑΘΗΝΑΙ, 9.— Έκ του υπουργείου Συντονισμού ανεκοινώθη ότι αι δημοσιευθείσαι πληροφορίαι είναι ανεξέλεγκτοι και ότι η κυβέρνησις θεωρεί ταύτας ανακριβείς. Ο αρμόδιος υπουργός ετόνισεν ότι δεν υπάρχει λόγος ανησυχίας διά τα στοιχεία της οικονομίας. ΛΟΝΔΙΝΟΝ, 9. (Άσσοσ. Πρές).— Εις την Βουλήν των Κοινοτήτων σημειώθησαν σοβαρά επεισόδια μεταξύ βουλευτών κατά την συζήτησιν του νέου νόμου περί κοινωνικών ασφαλίσεων, με αποτέλεσμα να διαλυθή η συνεδρίασις. ΛΟΝΔΙΝΟΝ, 9. (Άσσοσ. Πρές).— Εις την Βουλήν των Κοινοτήτων σημειώθησαν σοβαρά επεισόδια μεταξύ βουλευτών κατά την συζήτησιν του νέου νόμου περί κοινωνικών ασφαλίσεων, με αποτέλεσμα να διαλυθή η συνεδρίασις. ΑΘΗΝΑΙ, 9.— Έκ του υπουργείου Συντονισμού ανεκοινώθη ότι αι δημοσιευθείσαι πληροφορίαι είναι ανεξέλεγκτοι και ότι η κυβέρνησις θεωρεί ταύτας ανακριβείς. Ο αρμόδιος υπουργός ετόνισεν ότι δεν υπάρχει λόγος ανησυχίας διά τα στοιχεία της οικονομίας. bbox=[38, 1465, 330, 1863]
headline: ΕΜΑΤΑΙΩΘΗ ΚΑΤΟΠΙΝ ΑΝΑΒΟΛΗΣ ΚΑΙ Η ΔΙΚΗ ΤΗΣ «ΑΘΗΝΑΪΚΗΣ» bbox=[978, 961, 1156, 986]
headline: ΕΠΙ ΘΕΜΑΤΩΝ ΤΗΣ ΕΥΡΩΠΑΪΚΗΣ ΑΓΟΡΑΣ bbox=[636, 575, 1131, 602]
headline: ΑΓΓΛΙΚΑ ΠΟΛΕΜΙΚΑ ΕΙΣ ΣΟΥΔΑΝ ΚΡΗΤΗΣ ΚΑΙ ΤΟΝ ΠΕΙΡΑΙΑ bbox=[339, 1053, 602, 1077]
headline: ΔΕΝ ΕΚΡΙΘΗ ΛΑΘΕΜΩΝ ΤΟ «ΣΤΡΙΠ ΤΗΣ» ΜΙΑΣ ΚΑΛΛΙΤΕΧΝΙΔΟΣ bbox=[997, 1226, 1137, 1264]
headline: Ο Κ. ΚΕΝΝΕΝΤΥ ΘΑ ΕΦΑΡΜΟΣΗ ΠΡΟΓΡΑΜΜΑ ΠΑΡΟΧΗΣ ΙΑΤΡΙΚΗΣ ΠΕΡΙΘΑΛΨΕΩΣ ΕΙΣ ΟΛΟΥΣ ΤΟΥΣ ΥΠΕΡΗΛΙΚΑΣ ΑΜΕΡΙΚΑΝΟΥΣ bbox=[1174, 833, 1488, 876]
headline: Ό Μασμούντι εἶχε νέας έπαφάς bbox=[1168, 39, 1494, 63]
section-kicker: ΕΙΣΕΡΡΑΓΗ bbox=[152, 601, 216, 612]
column-1 bbox=[38, 38, 330, 2408]
subheadline: Σκοπός του ή έκτόξευσις μόνον bbox=[53, 209, 315, 229]
headline: Η ΠΑΓΚΟΣΜΙΟΣ ΗΜΕΡΑ ΥΓΕΙΑΣ bbox=[390, 1323, 551, 1335]
headline: ΕΞΗΤΗΘΗ Η ΑΠΑΓΟΡΕΥΣΙΣ ΤΗΣ ΚΟΡΤΙΖΟΝΗΣ ΩΣ ΠΡΟΚΑΛΟΥΣΗΣ ΨΥΧΟΠΑΘΕΙΑΣ ΚΑΡΔΙΟΠΑΘΕΙΑΣ ΚΑΙ ΤΕΛΙΚΩΣ ΤΟΝ ΘΑΝΑΤΟΝ bbox=[1174, 604, 1487, 647]
article-laos: ΑΤΟΜΙΚΟΝ ΒΟΜΒΑΡΔΙΣΜΟΝ ΕΙΣ ΤΟ ΛΑΟΣ ΕΠΡΟΤΕΙΝΕΝ ΕΠΙΤΕΛΑΡΧΗΣ ΤΩΝ ΗΠΑ ΠΡΟΣ ΑΝΑΧΑΙΤΙΣΙΝ ΤΩΝ ΚΟΜΜΟΥΝΙΣΤΩΝ ΟΙ ΑΡΙΣΤΕΡΟΙ ΠΡΟΕΛΑΥΝΟΥΝ ΝΟΤΙΩΣ ΤΗΣ ΠΡΩΤΕΥΟΥΣΗΣ ΟΥΑΣΙΓΚΤΩΝ, 9. (Άσσοσ. Πρές).— Ο Λευκός Οίκος ανεκοίνωσεν ότι ουδέν γνωρίζει περί της προτάσεως του επιτελάρχου, αλλά υπογραμμίζει ότι η κατάστασις εις το Λάος είναι σοβαρά και ότι αι αριστεραί δυνάμεις προελαύνουν νοτίως της πρωτευούσης. ΟΥΑΣΙΓΚΤΩΝ, 9. (Άσσοσ. Πρές).— Ο Λευκός Οίκος ανεκοίνωσεν ότι ουδέν γνωρίζει περί της προτάσεως του επιτελάρχου, αλλά υπογραμμίζει ότι η κατάστασις εις το Λάος είναι σοβαρά και ότι αι αριστεραί δυνάμεις προελαύνουν νοτίως της πρωτευούσης. ΝΕΑ ΚΥΒΕΡΝΗΣΙΣ ΟΥΑΣΙΓΚΤΩΝ, 9. (Άσσοσ. Πρές).— Ο Λευκός Οίκος ανεκοίνωσεν ότι ουδέν γνωρίζει περί της προτάσεως του επιτελάρχου, αλλά υπογραμμίζει ότι η κατάστασις εις το Λάος είναι σοβαρά και ότι αι αριστεραί δυνάμεις προελαύνουν νοτίως της πρωτευούσης. ΟΥΑΣΙΓΚΤΩΝ, 9. (Άσσοσ. Πρές).— Ο Λευκός Οίκος ανεκοίνωσεν ότι ουδέν γνωρίζει περί της προτάσεως του επιτελάρχου, αλλά υπογραμμίζει ότι η κατάστασις εις το Λάος είναι σοβαρά και ότι αι αριστεραί δυνάμεις προελαύνουν νοτίως της πρωτευούσης. ΟΥΔΕΤΕΡΟΦΙΛΟΙ ΥΠΟΥΡΓΟΙ ΟΥΑΣΙΓΚΤΩΝ, 9. (Άσσοσ. Πρές).— Ο Λευκός Οίκος ανεκοίνωσεν ότι ουδέν γνωρίζει περί της προτάσεως του επιτελάρχου, αλλά υπογραμμίζει ότι η κατάστασις εις το Λάος είναι σοβαρά και ότι αι αριστεραί δυνάμεις προελαύνουν νοτίως της πρωτευούσης. ΟΥΑΣΙΓΚΤΩΝ, 9. (Άσσοσ. Πρές).— Ο Λευκός Οίκος ανεκοίνωσεν ότι ουδέν γνωρίζει περί της προτάσεως του επιτελάρχου, αλλά υπογραμμίζει ότι η κατάστασις εις το Λάος είναι σοβαρά και ότι αι αριστεραί δυνάμεις προελαύνουν νοτίως της πρωτευούσης. ΟΥΑΣΙΓΚΤΩΝ, 9. (Άσσοσ. Πρές).— Ο Λευκός Οίκος ανεκοίνωσεν ότι ουδέν γνωρίζει περί της προτάσεως του επιτελάρχου, αλλά υπογραμμίζει ότι η κατάστασις εις το Λάος είναι σοβαρά και ότι αι αριστεραί δυνάμεις προελαύνουν νοτίως της πρωτευούσης. ΕΞΥΛΟΚΟΠΗΘΗ ΑΜΕΡΙΚΑΝΟΣ ΟΥΑΣΙΓΚΤΩΝ, 9. (Άσσοσ. Πρές).— Ο Λευκός Οίκος ανεκοίνωσεν ότι ουδέν γνωρίζει περί της προτάσεως του επιτελάρχου, αλλά υπογραμμίζει ότι η κατάστασις εις το Λάος είναι σοβαρά και ότι αι αριστεραί δυνάμεις προελαύνουν νοτίως της πρωτευούσης. ΟΙ ΚΟΜΜΟΥΝΙΣΤΑΙ ΠΡΟΕΛΑΥΝΟΥΝ ΟΥΑΣΙΓΚΤΩΝ, 9. (Άσσοσ. Πρές).— Ο Λευκός Οίκος ανεκοίνωσεν ότι ουδέν γνωρίζει περί της προτάσεως του επιτελάρχου, αλλά υπογραμμίζει ότι η κατάστασις εις το Λάος είναι σοβαρά και ότι αι αριστεραί δυνάμεις προελαύνουν νοτίως της πρωτευούσης. bbox=[612, 37, 1157, 507]
headline: ΟΛΙΓΟΝ ΕΞΩΘΙ ΤΩΝ ΑΚΤΩΝ ΤΗΣ ΑΓΚΟΛΑΣ bbox=[621, 1263, 960, 1282]
kicker: Οί Άγγλοι άπέβαλον τό φλέγμα των bbox=[685, 960, 895, 974]
column-rule bbox=[607, 38, 608, 2275]
headline: ΕΠΕΣΗΜΑΝΘΗΣΑΝ ΥΠΟ ΤΩΝ ΠΟΡΤΟΓΑΛΩΝ bbox=[614, 1245, 966, 1264]
headline: τῶν Μπουργκιμπᾶ καί Ντέ Γκώλ bbox=[1193, 91, 1469, 141]
headline: ΝΕΑ ΚΑΚΟΚΑΙΡΙΑ ΠΛΗΤΤΕΙ ΤΗΝ ΡΟΔΟΠΗΝ bbox=[1192, 1257, 1470, 1272]
article-soviet-trawlers: ΤΕΣΣΑΡΑ ΣΟΒΙΕΤΙΚΑ ΑΛΙΕΥΤΙΚΑ ΣΚΑΦΗ ΕΠΕΣΗΜΑΝΘΗΣΑΝ ΥΠΟ ΤΩΝ ΠΟΡΤΟΓΑΛΩΝ ΟΛΙΓΟΝ ΕΞΩΘΙ ΤΩΝ ΑΚΤΩΝ ΤΗΣ ΑΓΚΟΛΑΣ ΛΙΣΣΑΒΩΝ, 9.— Το πρακτορείον ειδήσεων ανεκοίνωσεν ότι τέσσαρα σοβιετικά αλιευτικά σκάφη επεσημάνθησαν ολίγον έξωθι των ακτών της Αγκόλας υπό μονάδων του πορτογαλικού ναυτικού. ΛΙΣΣΑΒΩΝ, 9.— Το πρακτορείον ειδήσεων ανεκοίνωσεν ότι τέσσαρα σοβιετικά αλιευτικά σκάφη επεσημάνθησαν ολίγον έξωθι των ακτών της Αγκόλας υπό μονάδων του πορτογαλικού ναυτικού. ΣΤΡΑΓΓΑΛΙΣΘΗ ΔΗΜΟΣΙΟΓΡΑΦΟΣ ΛΙΣΣΑΒΩΝ, 9.— Το πρακτορείον ειδήσεων ανεκοίνωσεν ότι τέσσαρα σοβιετικά αλιευτικά σκάφη επεσημάνθησαν ολίγον έξωθι των ακτών της Αγκόλας υπό μονάδων του πορτογαλικού ναυτικού. bbox=[612, 1226, 970, 1404]
lead-headline: ΠΡΟΣ ΑΝΑΧΑΙΤΙΣΙΝ ΤΩΝ ΚΟΜΜΟΥΝΙΣΤΩΝ bbox=[710, 135, 1058, 201]
headline: Η ΓΑΛΛΙΑ ΔΕΝ ΑΠΕΦΑΣΙΣΕΝ ΑΚΟΜΗ ΤΗΝ ΔΙΑΚΟΠΗΝ ΤΩΝ ΠΥΡΗΝΙΚΩΝ ΔΟΚΙΜΩΝ ΕΙΣ ΤΟ ΡΕΓΚΑΝ ΣΑΧΑΡΑΣ bbox=[45, 2206, 323, 2289]
section-kicker: ΕΝΔΕΙΞΙΣ ΦΙΛΙΑΣ bbox=[136, 1047, 232, 1058]
headline: Η ΔΙΑΔΟΧΙΚΗ ΑΣΦΑΛΙΣΙΣ ΤΩΝ ΚΑΒΙΣΤΑΜΕΝΩΝ ΕΜΠΟΡΩΝ ΕΜΠΟΡΟΫΠΑΛΛΗΛΩΝ bbox=[989, 1117, 1144, 1154]
subheadline: είς τήν Τύνιδα διά τό Σάββατον bbox=[1222, 167, 1439, 184]
headline: ΕΥΘΥΣΙΣ, ΣΥΝΕΠΕΙΑ ΣΦΟΔΡΟΥ ΚΥΚΛΩΝΟΣ 60 ΜΙΛΙΑ ΑΝΑΤΟΛΙΚΩΣ ΤΗΣ ΒΕΓΓΑΖΗΣ ΤΟ ΕΛΛΗΝΙΚΟΝ ΑΛΙΕΥΤΙΚΟΝ «ΘΕΤΙΣ» bbox=[1175, 368, 1486, 411]
headline: ΑΙ ΗΝ. ΠΟΛΙΤΕΙΑΙ ΔΕΝ ΕΧΟΥΝ ΑΝΑΓΚΗΝ ΤΗΣ ΔΥΤΙΚΟΓΕΡΜΑΝΙΚΗΣ ΒΟΗΘΕΙΑΣ ΔΙΑ ΤΗΝ ΚΑΛΥΨΙΝ ΤΟΥ ΙΣΟΖΥΓΙΟΥ ΤΩΝ bbox=[42, 668, 326, 765]
headline: ΤΟΜΑΡΧΑΙ ΘΑ ΕΙΝΑΙ ΟΙ ΔΗΜΟΣΙΟΙ ΥΠΑΛΛΗΛΟΙ ΤΑ ΤΗΝ ΓΕΝ. ΑΠΟΓΡΑΦΗΝ bbox=[340, 391, 601, 415]
article-thetis: ΕΥΘΥΣΙΣ, ΣΥΝΕΠΕΙΑ ΣΦΟΔΡΟΥ ΚΥΚΛΩΝΟΣ 60 ΜΙΛΙΑ ΑΝΑΤΟΛΙΚΩΣ ΤΗΣ ΒΕΓΓΑΖΗΣ ΤΟ ΕΛΛΗΝΙΚΟΝ ΑΛΙΕΥΤΙΚΟΝ «ΘΕΤΙΣ» ΕΚ ΤΟΥ ΠΛΗΡΩΜΑΤΟΣ ΕΙΣ ΜΟΝΟΝ ΕΣΩΘΗ ΑΘΗΝΑΙ, 9.— Ανεκοινώθη ότι το ελληνικόν αλιευτικόν «Θέτις» εβυθίσθη συνεπεία σφοδρού κυκλώνος 60 μίλια ανατολικώς της Βεγγάζης. Εκ του πληρώματος εις μόνον εσώθη. ΑΘΗΝΑΙ, 9.— Ανεκοινώθη ότι το ελληνικόν αλιευτικόν «Θέτις» εβυθίσθη συνεπεία σφοδρού κυκλώνος 60 μίλια ανατολικώς της Βεγγάζης. Εκ του πληρώματος εις μόνον εσώθη. ΑΘΗΝΑΙ, 9.— Ανεκοινώθη ότι το ελληνικόν αλιευτικόν «Θέτις» εβυθίσθη συνεπεία σφοδρού κυκλώνος 60 μίλια ανατολικώς της Βεγγάζης. Εκ του πληρώματος εις μόνον εσώθη. ΑΘΗΝΑΙ, 9.— Ανεκοινώθη ότι το ελληνικόν αλιευτικόν «Θέτις» εβυθίσθη συνεπεία σφοδρού κυκλώνος 60 μίλια ανατολικώς της Βεγγάζης. Εκ του πληρώματος εις μόνον εσώθη. ΑΘΗΝΑΙ, 9.— Ανεκοινώθη ότι το ελληνικόν αλιευτικόν «Θέτις» εβυθίσθη συνεπεία σφοδρού κυκλώνος 60 μίλια ανατολικώς της Βεγγάζης. Εκ του πληρώματος εις μόνον εσώθη. ΑΘΗΝΑΙ, 9.— Ανεκοινώθη ότι το ελληνικόν αλιευτικόν «Θέτις» εβυθίσθη συνεπεία σφοδρού κυκλώνος 60 μίλια ανατολικώς της Βεγγάζης. Εκ του πληρώματος εις μόνον εσώθη. bbox=[1166, 368, 1496, 590]
subheadline: ΝΟΤΙΩΣ ΤΗΣ ΠΡΩΤΕΥΟΥΣΗΣ bbox=[658, 228, 909, 249]
headline: προετοιμάζων τήν συνάντησιν bbox=[1173, 65, 1489, 89]
article-cortisone: ΕΞΗΤΗΘΗ Η ΑΠΑΓΟΡΕΥΣΙΣ ΤΗΣ ΚΟΡΤΙΖΟΝΗΣ ΩΣ ΠΡΟΚΑΛΟΥΣΗΣ ΨΥΧΟΠΑΘΕΙΑΣ ΚΑΡΔΙΟΠΑΘΕΙΑΣ ΚΑΙ ΤΕΛΙΚΩΣ ΤΟΝ ΘΑΝΑΤΟΝ ΑΘΗΝΑΙ, 9.— Ανεκοινώθη ότι το ελληνικόν αλιευτικόν «Θέτις» εβυθίσθη συνεπεία σφοδρού κυκλώνος 60 μίλια ανατολικώς της Βεγγάζης. Εκ του πληρώματος εις μόνον εσώθη. ΑΘΗΝΑΙ, 9.— Ανεκοινώθη ότι το ελληνικόν αλιευτικόν «Θέτις» εβυθίσθη συνεπεία σφοδρού κυκλώνος 60 μίλια ανατολικώς της Βεγγάζης. Εκ του πληρώματος εις μόνον εσώθη. ΠΡΟΚΑΛΕΙ ΨΥΧΟΠΑΘΕΙΑΝ ΑΘΗΝΑΙ, 9.— Ανεκοινώθη ότι το ελληνικόν αλιευτικόν «Θέτις» εβυθίσθη συνεπεία σφοδρού κυκλώνος 60 μίλια ανατολικώς της Βεγγάζης. Εκ του πληρώματος εις μόνον εσώθη. ΑΘΗΝΑΙ, 9.— Ανεκοινώθη ότι το ελληνικόν αλιευτικόν «Θέτις» εβυθίσθη συνεπεία σφοδρού κυκλώνος 60 μίλια ανατολικώς της Βεγγάζης. Εκ του πληρώματος εις μόνον εσώθη. ΒΛΑΠΤΕΙ ΚΑΙ ΤΗΝ ΚΑΡΔΙΑΝ ΑΘΗΝΑΙ, 9.— Ανεκοινώθη ότι το ελληνικόν αλιευτικόν «Θέτις» εβυθίσθη συνεπεία σφοδρού κυκλώνος 60 μίλια ανατολικώς της Βεγγάζης. Εκ του πληρώματος εις μόνον εσώθη. ΑΘΗΝΑΙ, 9.— Ανεκοινώθη ότι το ελληνικόν αλιευτικόν «Θέτις» εβυθίσθη συνεπεία σφοδρού κυκλώνος 60 μίλια ανατολικώς της Βεγγάζης. Εκ του πληρώματος εις μόνον εσώθη. bbox=[1166, 604, 1496, 818]
section-kicker: ΚΑΙ ΜΕ ΤΟΝ ΒΕΝΙΖΕΛΟΝ bbox=[39, 1963, 179, 1974]
headline: ΠΕΡΙ ΚΟΙΝΩΝΙΚΩΝ ΑΣΦΑΛΙΣΕΩΝ bbox=[622, 1024, 958, 1048]
